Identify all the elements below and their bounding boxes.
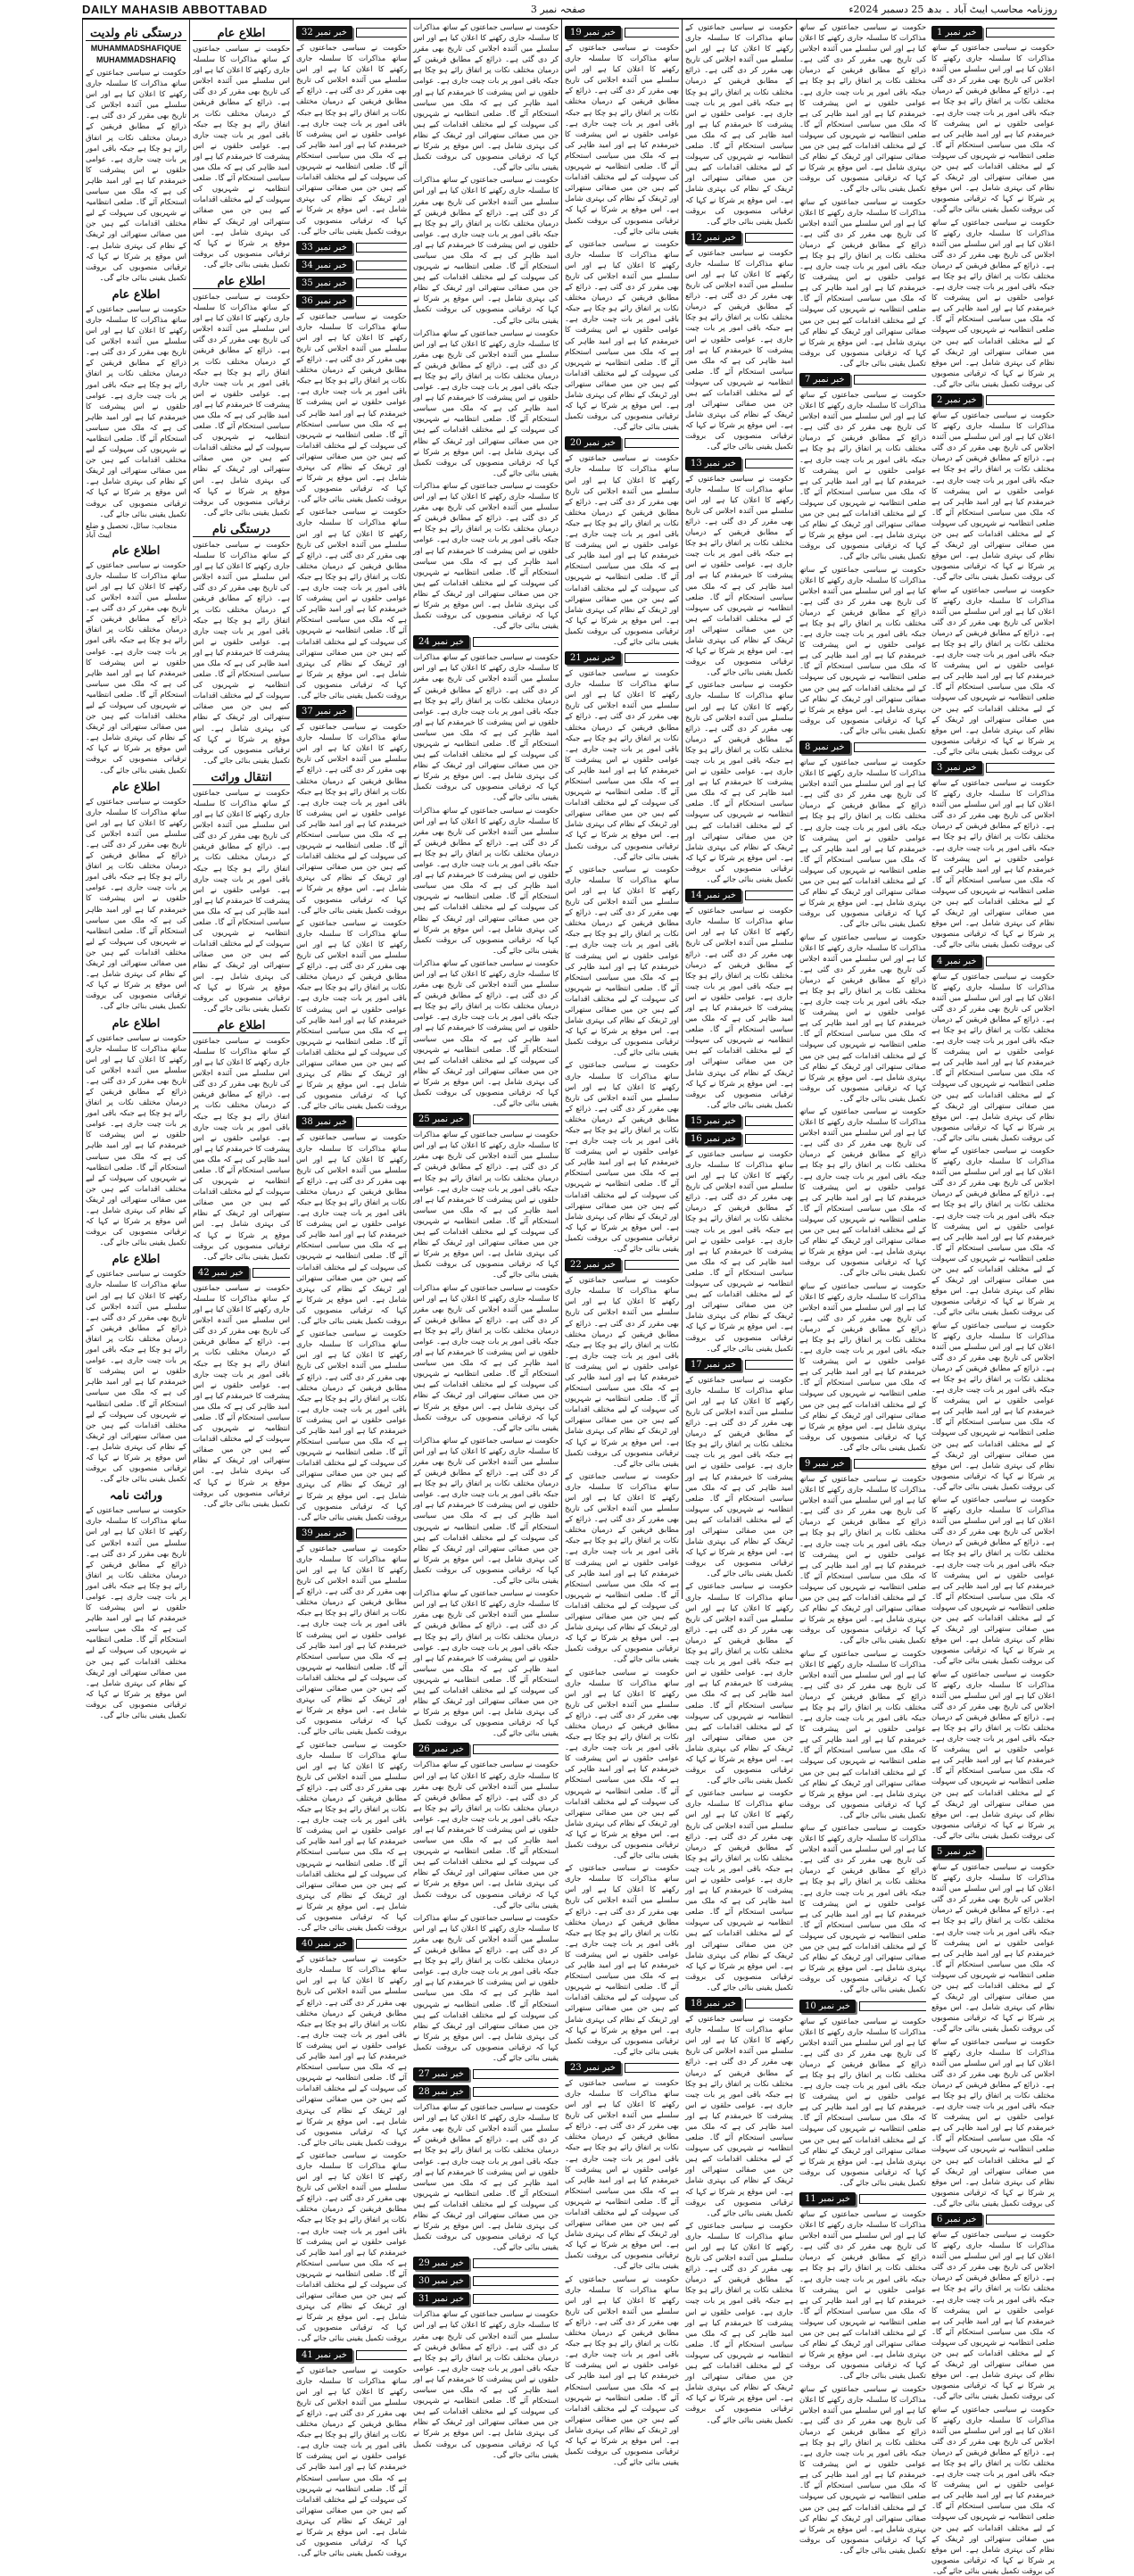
news-body-42: حکومت نے سیاسی جماعتوں کے ساتھ مذاکرات کا سلسلہ جاری رکھنے کا اعلان کیا ہے اور اس سلسلے میں آئندہ اجلاس کی تاریخ بھی مقرر کر دی گئی ہے۔ ذرائع کے مطابق فریقین کے درمیان مختلف نکات پر اتفاق رائے ہو چکا ہے جبکہ باقی امور پر بات چیت جاری ہے۔ عوامی حلقوں نے اس پیشرفت کا خیرمقدم کیا ہے اور امید ظاہر کی ہے کہ ملک میں سیاسی استحکام آئے گا۔ ضلعی انتظامیہ نے شہریوں کی سہولت کے لیے مختلف اقدامات کیے ہیں جن میں صفائی ستھرائی اور ٹریفک کے نظام کی بہتری شامل ہے۔ اس موقع پر شرکا نے کہا کہ ترقیاتی منصوبوں کی بروقت تکمیل یقینی بنائی جائے گی۔ bbox=[193, 1282, 290, 1508]
news-body-1: حکومت نے سیاسی جماعتوں کے ساتھ مذاکرات کا سلسلہ جاری رکھنے کا اعلان کیا ہے اور اس سلسلے میں آئندہ اجلاس کی تاریخ بھی مقرر کر دی گئی ہے۔ ذرائع کے مطابق فریقین کے درمیان مختلف نکات پر اتفاق رائے ہو چکا ہے جبکہ باقی امور پر بات چیت جاری ہے۔ عوامی حلقوں نے اس پیشرفت کا خیرمقدم کیا ہے اور امید ظاہر کی ہے کہ ملک میں سیاسی استحکام آئے گا۔ ضلعی انتظامیہ نے شہریوں کی سہولت کے لیے مختلف اقدامات کیے ہیں جن میں صفائی ستھرائی اور ٹریفک کے نظام کی بہتری شامل ہے۔ اس موقع پر شرکا نے کہا کہ ترقیاتی منصوبوں کی بروقت تکمیل یقینی بنائی جائے گی۔ حکومت نے سیاسی جماعتوں کے ساتھ مذاکرات کا سلسلہ جاری رکھنے کا اعلان کیا ہے اور اس سلسلے میں آئندہ اجلاس کی تاریخ بھی مقرر کر دی گئی ہے۔ ذرائع کے مطابق فریقین کے درمیان مختلف نکات پر اتفاق رائے ہو چکا ہے جبکہ باقی امور پر بات چیت جاری ہے۔ عوامی حلقوں نے اس پیشرفت کا خیرمقدم کیا ہے اور امید ظاہر کی ہے کہ ملک میں سیاسی استحکام آئے گا۔ ضلعی انتظامیہ نے شہریوں کی سہولت کے لیے مختلف اقدامات کیے ہیں جن میں صفائی ستھرائی اور ٹریفک کے نظام کی بہتری شامل ہے۔ اس موقع پر شرکا نے کہا کہ ترقیاتی منصوبوں کی بروقت تکمیل یقینی بنائی جائے گی۔ bbox=[931, 43, 1055, 388]
news-tag-28: خبر نمبر 28 bbox=[413, 2085, 559, 2099]
column-4 bbox=[561, 20, 682, 2467]
news-tag-6: خبر نمبر 6 bbox=[931, 2213, 1055, 2226]
news-tag-39: خبر نمبر 39 bbox=[296, 1527, 407, 1540]
ad-heading: اطلاع عام bbox=[112, 1016, 161, 1031]
news-body-13: حکومت نے سیاسی جماعتوں کے ساتھ مذاکرات کا سلسلہ جاری رکھنے کا اعلان کیا ہے اور اس سلسلے میں آئندہ اجلاس کی تاریخ بھی مقرر کر دی گئی ہے۔ ذرائع کے مطابق فریقین کے درمیان مختلف نکات پر اتفاق رائے ہو چکا ہے جبکہ باقی امور پر بات چیت جاری ہے۔ عوامی حلقوں نے اس پیشرفت کا خیرمقدم کیا ہے اور امید ظاہر کی ہے کہ ملک میں سیاسی استحکام آئے گا۔ ضلعی انتظامیہ نے شہریوں کی سہولت کے لیے مختلف اقدامات کیے ہیں جن میں صفائی ستھرائی اور ٹریفک کے نظام کی بہتری شامل ہے۔ اس موقع پر شرکا نے کہا کہ ترقیاتی منصوبوں کی بروقت تکمیل یقینی بنائی جائے گی۔ حکومت نے سیاسی جماعتوں کے ساتھ مذاکرات کا سلسلہ جاری رکھنے کا اعلان کیا ہے اور اس سلسلے میں آئندہ اجلاس کی تاریخ بھی مقرر کر دی گئی ہے۔ ذرائع کے مطابق فریقین کے درمیان مختلف نکات پر اتفاق رائے ہو چکا ہے جبکہ باقی امور پر بات چیت جاری ہے۔ عوامی حلقوں نے اس پیشرفت کا خیرمقدم کیا ہے اور امید ظاہر کی ہے کہ ملک میں سیاسی استحکام آئے گا۔ ضلعی انتظامیہ نے شہریوں کی سہولت کے لیے مختلف اقدامات کیے ہیں جن میں صفائی ستھرائی اور ٹریفک کے نظام کی بہتری شامل ہے۔ اس موقع پر شرکا نے کہا کہ ترقیاتی منصوبوں کی بروقت تکمیل یقینی بنائی جائے گی۔ bbox=[685, 473, 793, 884]
news-tag-24: خبر نمبر 24 bbox=[413, 635, 559, 649]
news-body-16: حکومت نے سیاسی جماعتوں کے ساتھ مذاکرات کا سلسلہ جاری رکھنے کا اعلان کیا ہے اور اس سلسلے میں آئندہ اجلاس کی تاریخ بھی مقرر کر دی گئی ہے۔ ذرائع کے مطابق فریقین کے درمیان مختلف نکات پر اتفاق رائے ہو چکا ہے جبکہ باقی امور پر بات چیت جاری ہے۔ عوامی حلقوں نے اس پیشرفت کا خیرمقدم کیا ہے اور امید ظاہر کی ہے کہ ملک میں سیاسی استحکام آئے گا۔ ضلعی انتظامیہ نے شہریوں کی سہولت کے لیے مختلف اقدامات کیے ہیں جن میں صفائی ستھرائی اور ٹریفک کے نظام کی بہتری شامل ہے۔ اس موقع پر شرکا نے کہا کہ ترقیاتی منصوبوں کی بروقت تکمیل یقینی بنائی جائے گی۔ bbox=[685, 1148, 793, 1353]
ad-heading: اطلاع عام bbox=[112, 780, 161, 794]
news-tag-4: خبر نمبر 4 bbox=[931, 955, 1055, 968]
news-body-37: حکومت نے سیاسی جماعتوں کے ساتھ مذاکرات کا سلسلہ جاری رکھنے کا اعلان کیا ہے اور اس سلسلے میں آئندہ اجلاس کی تاریخ بھی مقرر کر دی گئی ہے۔ ذرائع کے مطابق فریقین کے درمیان مختلف نکات پر اتفاق رائے ہو چکا ہے جبکہ باقی امور پر بات چیت جاری ہے۔ عوامی حلقوں نے اس پیشرفت کا خیرمقدم کیا ہے اور امید ظاہر کی ہے کہ ملک میں سیاسی استحکام آئے گا۔ ضلعی انتظامیہ نے شہریوں کی سہولت کے لیے مختلف اقدامات کیے ہیں جن میں صفائی ستھرائی اور ٹریفک کے نظام کی بہتری شامل ہے۔ اس موقع پر شرکا نے کہا کہ ترقیاتی منصوبوں کی بروقت تکمیل یقینی بنائی جائے گی۔ حکومت نے سیاسی جماعتوں کے ساتھ مذاکرات کا سلسلہ جاری رکھنے کا اعلان کیا ہے اور اس سلسلے میں آئندہ اجلاس کی تاریخ بھی مقرر کر دی گئی ہے۔ ذرائع کے مطابق فریقین کے درمیان مختلف نکات پر اتفاق رائے ہو چکا ہے جبکہ باقی امور پر بات چیت جاری ہے۔ عوامی حلقوں نے اس پیشرفت کا خیرمقدم کیا ہے اور امید ظاہر کی ہے کہ ملک میں سیاسی استحکام آئے گا۔ ضلعی انتظامیہ نے شہریوں کی سہولت کے لیے مختلف اقدامات کیے ہیں جن میں صفائی ستھرائی اور ٹریفک کے نظام کی بہتری شامل ہے۔ اس موقع پر شرکا نے کہا کہ ترقیاتی منصوبوں کی بروقت تکمیل یقینی بنائی جائے گی۔ bbox=[296, 722, 407, 1111]
news-tag-16: خبر نمبر 16 bbox=[685, 1132, 793, 1146]
news-body-26: حکومت نے سیاسی جماعتوں کے ساتھ مذاکرات کا سلسلہ جاری رکھنے کا اعلان کیا ہے اور اس سلسلے میں آئندہ اجلاس کی تاریخ بھی مقرر کر دی گئی ہے۔ ذرائع کے مطابق فریقین کے درمیان مختلف نکات پر اتفاق رائے ہو چکا ہے جبکہ باقی امور پر بات چیت جاری ہے۔ عوامی حلقوں نے اس پیشرفت کا خیرمقدم کیا ہے اور امید ظاہر کی ہے کہ ملک میں سیاسی استحکام آئے گا۔ ضلعی انتظامیہ نے شہریوں کی سہولت کے لیے مختلف اقدامات کیے ہیں جن میں صفائی ستھرائی اور ٹریفک کے نظام کی بہتری شامل ہے۔ اس موقع پر شرکا نے کہا کہ ترقیاتی منصوبوں کی بروقت تکمیل یقینی بنائی جائے گی۔ حکومت نے سیاسی جماعتوں کے ساتھ مذاکرات کا سلسلہ جاری رکھنے کا اعلان کیا ہے اور اس سلسلے میں آئندہ اجلاس کی تاریخ بھی مقرر کر دی گئی ہے۔ ذرائع کے مطابق فریقین کے درمیان مختلف نکات پر اتفاق رائے ہو چکا ہے جبکہ باقی امور پر بات چیت جاری ہے۔ عوامی حلقوں نے اس پیشرفت کا خیرمقدم کیا ہے اور امید ظاہر کی ہے کہ ملک میں سیاسی استحکام آئے گا۔ ضلعی انتظامیہ نے شہریوں کی سہولت کے لیے مختلف اقدامات کیے ہیں جن میں صفائی ستھرائی اور ٹریفک کے نظام کی بہتری شامل ہے۔ اس موقع پر شرکا نے کہا کہ ترقیاتی منصوبوں کی بروقت تکمیل یقینی بنائی جائے گی۔ bbox=[413, 1760, 559, 2062]
page-number: صفحہ نمبر 3 bbox=[530, 3, 586, 15]
news-body-21: حکومت نے سیاسی جماعتوں کے ساتھ مذاکرات کا سلسلہ جاری رکھنے کا اعلان کیا ہے اور اس سلسلے میں آئندہ اجلاس کی تاریخ بھی مقرر کر دی گئی ہے۔ ذرائع کے مطابق فریقین کے درمیان مختلف نکات پر اتفاق رائے ہو چکا ہے جبکہ باقی امور پر بات چیت جاری ہے۔ عوامی حلقوں نے اس پیشرفت کا خیرمقدم کیا ہے اور امید ظاہر کی ہے کہ ملک میں سیاسی استحکام آئے گا۔ ضلعی انتظامیہ نے شہریوں کی سہولت کے لیے مختلف اقدامات کیے ہیں جن میں صفائی ستھرائی اور ٹریفک کے نظام کی بہتری شامل ہے۔ اس موقع پر شرکا نے کہا کہ ترقیاتی منصوبوں کی بروقت تکمیل یقینی بنائی جائے گی۔ حکومت نے سیاسی جماعتوں کے ساتھ مذاکرات کا سلسلہ جاری رکھنے کا اعلان کیا ہے اور اس سلسلے میں آئندہ اجلاس کی تاریخ بھی مقرر کر دی گئی ہے۔ ذرائع کے مطابق فریقین کے درمیان مختلف نکات پر اتفاق رائے ہو چکا ہے جبکہ باقی امور پر بات چیت جاری ہے۔ عوامی حلقوں نے اس پیشرفت کا خیرمقدم کیا ہے اور امید ظاہر کی ہے کہ ملک میں سیاسی استحکام آئے گا۔ ضلعی انتظامیہ نے شہریوں کی سہولت کے لیے مختلف اقدامات کیے ہیں جن میں صفائی ستھرائی اور ٹریفک کے نظام کی بہتری شامل ہے۔ اس موقع پر شرکا نے کہا کہ ترقیاتی منصوبوں کی بروقت تکمیل یقینی بنائی جائے گی۔ حکومت نے سیاسی جماعتوں کے ساتھ مذاکرات کا سلسلہ جاری رکھنے کا اعلان کیا ہے اور اس سلسلے میں آئندہ اجلاس کی تاریخ بھی مقرر کر دی گئی ہے۔ ذرائع کے مطابق فریقین کے درمیان مختلف نکات پر اتفاق رائے ہو چکا ہے جبکہ باقی امور پر بات چیت جاری ہے۔ عوامی حلقوں نے اس پیشرفت کا خیرمقدم کیا ہے اور امید ظاہر کی ہے کہ ملک میں سیاسی استحکام آئے گا۔ ضلعی انتظامیہ نے شہریوں کی سہولت کے لیے مختلف اقدامات کیے ہیں جن میں صفائی ستھرائی اور ٹریفک کے نظام کی بہتری شامل ہے۔ اس موقع پر شرکا نے کہا کہ ترقیاتی منصوبوں کی بروقت تکمیل یقینی بنائی جائے گی۔ bbox=[565, 668, 679, 1254]
ad-heading: اطلاع عام bbox=[112, 1253, 161, 1267]
news-body-31: حکومت نے سیاسی جماعتوں کے ساتھ مذاکرات کا سلسلہ جاری رکھنے کا اعلان کیا ہے اور اس سلسلے میں آئندہ اجلاس کی تاریخ بھی مقرر کر دی گئی ہے۔ ذرائع کے مطابق فریقین کے درمیان مختلف نکات پر اتفاق رائے ہو چکا ہے جبکہ باقی امور پر بات چیت جاری ہے۔ عوامی حلقوں نے اس پیشرفت کا خیرمقدم کیا ہے اور امید ظاہر کی ہے کہ ملک میں سیاسی استحکام آئے گا۔ ضلعی انتظامیہ نے شہریوں کی سہولت کے لیے مختلف اقدامات کیے ہیں جن میں صفائی ستھرائی اور ٹریفک کے نظام کی بہتری شامل ہے۔ اس موقع پر شرکا نے کہا کہ ترقیاتی منصوبوں کی بروقت تکمیل یقینی بنائی جائے گی۔ bbox=[413, 2309, 559, 2459]
news-tag-42: خبر نمبر 42 bbox=[193, 1266, 290, 1280]
news-tag-38: خبر نمبر 38 bbox=[296, 1115, 407, 1129]
news-body-17: حکومت نے سیاسی جماعتوں کے ساتھ مذاکرات کا سلسلہ جاری رکھنے کا اعلان کیا ہے اور اس سلسلے میں آئندہ اجلاس کی تاریخ بھی مقرر کر دی گئی ہے۔ ذرائع کے مطابق فریقین کے درمیان مختلف نکات پر اتفاق رائے ہو چکا ہے جبکہ باقی امور پر بات چیت جاری ہے۔ عوامی حلقوں نے اس پیشرفت کا خیرمقدم کیا ہے اور امید ظاہر کی ہے کہ ملک میں سیاسی استحکام آئے گا۔ ضلعی انتظامیہ نے شہریوں کی سہولت کے لیے مختلف اقدامات کیے ہیں جن میں صفائی ستھرائی اور ٹریفک کے نظام کی بہتری شامل ہے۔ اس موقع پر شرکا نے کہا کہ ترقیاتی منصوبوں کی بروقت تکمیل یقینی بنائی جائے گی۔ حکومت نے سیاسی جماعتوں کے ساتھ مذاکرات کا سلسلہ جاری رکھنے کا اعلان کیا ہے اور اس سلسلے میں آئندہ اجلاس کی تاریخ بھی مقرر کر دی گئی ہے۔ ذرائع کے مطابق فریقین کے درمیان مختلف نکات پر اتفاق رائے ہو چکا ہے جبکہ باقی امور پر بات چیت جاری ہے۔ عوامی حلقوں نے اس پیشرفت کا خیرمقدم کیا ہے اور امید ظاہر کی ہے کہ ملک میں سیاسی استحکام آئے گا۔ ضلعی انتظامیہ نے شہریوں کی سہولت کے لیے مختلف اقدامات کیے ہیں جن میں صفائی ستھرائی اور ٹریفک کے نظام کی بہتری شامل ہے۔ اس موقع پر شرکا نے کہا کہ ترقیاتی منصوبوں کی بروقت تکمیل یقینی بنائی جائے گی۔ حکومت نے سیاسی جماعتوں کے ساتھ مذاکرات کا سلسلہ جاری رکھنے کا اعلان کیا ہے اور اس سلسلے میں آئندہ اجلاس کی تاریخ بھی مقرر کر دی گئی ہے۔ ذرائع کے مطابق فریقین کے درمیان مختلف نکات پر اتفاق رائے ہو چکا ہے جبکہ باقی امور پر بات چیت جاری ہے۔ عوامی حلقوں نے اس پیشرفت کا خیرمقدم کیا ہے اور امید ظاہر کی ہے کہ ملک میں سیاسی استحکام آئے گا۔ ضلعی انتظامیہ نے شہریوں کی سہولت کے لیے مختلف اقدامات کیے ہیں جن میں صفائی ستھرائی اور ٹریفک کے نظام کی بہتری شامل ہے۔ اس موقع پر شرکا نے کہا کہ ترقیاتی منصوبوں کی بروقت تکمیل یقینی بنائی جائے گی۔ bbox=[685, 1374, 793, 1992]
dateline: روزنامہ محاسب ایبٹ آباد ۔ بدھ 25 دسمبر 2024ء bbox=[848, 3, 1057, 15]
news-tag-13: خبر نمبر 13 bbox=[685, 457, 793, 470]
news-tag-35: خبر نمبر 35 bbox=[296, 277, 407, 290]
column-3: حکومت نے سیاسی جماعتوں کے ساتھ مذاکرات کا سلسلہ جاری رکھنے کا اعلان کیا ہے اور اس سلسلے میں آئندہ اجلاس کی تاریخ بھی مقرر کر دی گئی ہے۔ ذرائع کے مطابق فریقین کے درمیان مختلف نکات پر اتفاق رائے ہو چکا ہے جبکہ باقی امور پر بات چیت جاری ہے۔ عوامی حلقوں نے اس پیشرفت کا خیرمقدم کیا ہے اور امید ظاہر کی ہے کہ ملک میں سیاسی استحکام آئے گا۔ ضلعی انتظامیہ نے شہریوں کی سہولت کے لیے مختلف اقدامات کیے ہیں جن میں صفائی ستھرائی اور ٹریفک کے نظام کی بہتری شامل ہے۔ اس موقع پر شرکا نے کہا کہ ترقیاتی منصوبوں کی بروقت تکمیل یقینی بنائی جائے گی۔ خبر نمبر 12 حکومت نے سیاسی جماعتوں کے ساتھ مذاکرات کا سلسلہ جاری رکھنے کا اعلان کیا ہے اور اس سلسلے میں آئندہ اجلاس کی تاریخ بھی مقرر کر دی گئی ہے۔ ذرائع کے مطابق فریقین کے درمیان مختلف نکات پر اتفاق رائے ہو چکا ہے جبکہ باقی امور پر بات چیت جاری ہے۔ عوامی حلقوں نے اس پیشرفت کا خیرمقدم کیا ہے اور امید ظاہر کی ہے کہ ملک میں سیاسی استحکام آئے گا۔ ضلعی انتظامیہ نے شہریوں کی سہولت کے لیے مختلف اقدامات کیے ہیں جن میں صفائی ستھرائی اور ٹریفک کے نظام کی بہتری شامل ہے۔ اس موقع پر شرکا نے کہا کہ ترقیاتی منصوبوں کی بروقت تکمیل یقینی بنائی جائے گی۔ خبر نمبر 13 حکومت نے سیاسی جماعتوں کے ساتھ مذاکرات کا سلسلہ جاری رکھنے کا اعلان کیا ہے اور اس سلسلے میں آئندہ اجلاس کی تاریخ بھی مقرر کر دی گئی ہے۔ ذرائع کے مطابق فریقین کے درمیان مختلف نکات پر اتفاق رائے ہو چکا ہے جبکہ باقی امور پر بات چیت جاری ہے۔ عوامی حلقوں نے اس پیشرفت کا خیرمقدم کیا ہے اور امید ظاہر کی ہے کہ ملک میں سیاسی استحکام آئے گا۔ ضلعی انتظامیہ نے شہریوں کی سہولت کے لیے مختلف اقدامات کیے ہیں جن میں صفائی ستھرائی اور ٹریفک کے نظام کی بہتری شامل ہے۔ اس موقع پر شرکا نے کہا کہ ترقیاتی منصوبوں کی بروقت تکمیل یقینی بنائی جائے گی۔ حکومت نے سیاسی جماعتوں کے ساتھ مذاکرات کا سلسلہ جاری رکھنے کا اعلان کیا ہے اور اس سلسلے میں آئندہ اجلاس کی تاریخ بھی مقرر کر دی گئی ہے۔ ذرائع کے مطابق فریقین کے درمیان مختلف نکات پر اتفاق رائے ہو چکا ہے جبکہ باقی امور پر بات چیت جاری ہے۔ عوامی حلقوں نے اس پیشرفت کا خیرمقدم کیا ہے اور امید ظاہر کی ہے کہ ملک میں سیاسی استحکام آئے گا۔ ضلعی انتظامیہ نے شہریوں کی سہولت کے لیے مختلف اقدامات کیے ہیں جن میں صفائی ستھرائی اور ٹریفک کے نظام کی بہتری شامل ہے۔ اس موقع پر شرکا نے کہا کہ ترقیاتی منصوبوں کی بروقت تکمیل یقینی بنائی جائے گی۔ خبر نمبر 14 حکومت نے سیاسی جماعتوں کے ساتھ مذاکرات کا سلسلہ جاری رکھنے کا اعلان کیا ہے اور اس سلسلے میں آئندہ اجلاس کی تاریخ بھی مقرر کر دی گئی ہے۔ ذرائع کے مطابق فریقین کے درمیان مختلف نکات پر اتفاق رائے ہو چکا ہے جبکہ باقی امور پر بات چیت جاری ہے۔ عوامی حلقوں نے اس پیشرفت کا خیرمقدم کیا ہے اور امید ظاہر کی ہے کہ ملک میں سیاسی استحکام آئے گا۔ ضلعی انتظامیہ نے شہریوں کی سہولت کے لیے مختلف اقدامات کیے ہیں جن میں صفائی ستھرائی اور ٹریفک کے نظام کی بہتری شامل ہے۔ اس موقع پر شرکا نے کہا کہ ترقیاتی منصوبوں کی بروقت تکمیل یقینی بنائی جائے گی۔ خبر نمبر 15 خبر نمبر 16 حکومت نے سیاسی جماعتوں کے ساتھ مذاکرات کا سلسلہ جاری رکھنے کا اعلان کیا ہے اور اس سلسلے میں آئندہ اجلاس کی تاریخ بھی مقرر کر دی گئی ہے۔ ذرائع کے مطابق فریقین کے درمیان مختلف نکات پر اتفاق رائے ہو چکا ہے جبکہ باقی امور پر بات چیت جاری ہے۔ عوامی حلقوں نے اس پیشرفت کا خیرمقدم کیا ہے اور امید ظاہر کی ہے کہ ملک میں سیاسی استحکام آئے گا۔ ضلعی انتظامیہ نے شہریوں کی سہولت کے لیے مختلف اقدامات کیے ہیں جن میں صفائی ستھرائی اور ٹریفک کے نظام کی بہتری شامل ہے۔ اس موقع پر شرکا نے کہا کہ ترقیاتی منصوبوں کی بروقت تکمیل یقینی بنائی جائے گی۔ خبر نمبر 17 حکومت نے سیاسی جماعتوں کے ساتھ مذاکرات کا سلسلہ جاری رکھنے کا اعلان کیا ہے اور اس سلسلے میں آئندہ اجلاس کی تاریخ بھی مقرر کر دی گئی ہے۔ ذرائع کے مطابق فریقین کے درمیان مختلف نکات پر اتفاق رائے ہو چکا ہے جبکہ باقی امور پر بات چیت جاری ہے۔ عوامی حلقوں نے اس پیشرفت کا خیرمقدم کیا ہے اور امید ظاہر کی ہے کہ ملک میں سیاسی استحکام آئے گا۔ ضلعی انتظامیہ نے شہریوں کی سہولت کے لیے مختلف اقدامات کیے ہیں جن میں صفائی ستھرائی اور ٹریفک کے نظام کی بہتری شامل ہے۔ اس موقع پر شرکا نے کہا کہ ترقیاتی منصوبوں کی بروقت تکمیل یقینی بنائی جائے گی۔ حکومت نے سیاسی جماعتوں کے ساتھ مذاکرات کا سلسلہ جاری رکھنے کا اعلان کیا ہے اور اس سلسلے میں آئندہ اجلاس کی تاریخ بھی مقرر کر دی گئی ہے۔ ذرائع کے مطابق فریقین کے درمیان مختلف نکات پر اتفاق رائے ہو چکا ہے جبکہ باقی امور پر بات چیت جاری ہے۔ عوامی حلقوں نے اس پیشرفت کا خیرمقدم کیا ہے اور امید ظاہر کی ہے کہ ملک میں سیاسی استحکام آئے گا۔ ضلعی انتظامیہ نے شہریوں کی سہولت کے لیے مختلف اقدامات کیے ہیں جن میں صفائی ستھرائی اور ٹریفک کے نظام کی بہتری شامل ہے۔ اس موقع پر شرکا نے کہا کہ ترقیاتی منصوبوں کی بروقت تکمیل یقینی بنائی جائے گی۔ حکومت نے سیاسی جماعتوں کے ساتھ مذاکرات کا سلسلہ جاری رکھنے کا اعلان کیا ہے اور اس سلسلے میں آئندہ اجلاس کی تاریخ بھی مقرر کر دی گئی ہے۔ ذرائع کے مطابق فریقین کے درمیان مختلف نکات پر اتفاق رائے ہو چکا ہے جبکہ باقی امور پر بات چیت جاری ہے۔ عوامی حلقوں نے اس پیشرفت کا خیرمقدم کیا ہے اور امید ظاہر کی ہے کہ ملک میں سیاسی استحکام آئے گا۔ ضلعی انتظامیہ نے شہریوں کی سہولت کے لیے مختلف اقدامات کیے ہیں جن میں صفائی ستھرائی اور ٹریفک کے نظام کی بہتری شامل ہے۔ اس موقع پر شرکا نے کہا کہ ترقیاتی منصوبوں کی بروقت تکمیل یقینی بنائی جائے گی۔ خبر نمبر 18 حکومت نے سیاسی جماعتوں کے ساتھ مذاکرات کا سلسلہ جاری رکھنے کا اعلان کیا ہے اور اس سلسلے میں آئندہ اجلاس کی تاریخ بھی مقرر کر دی گئی ہے۔ ذرائع کے مطابق فریقین کے درمیان مختلف نکات پر اتفاق رائے ہو چکا ہے جبکہ باقی امور پر بات چیت جاری ہے۔ عوامی حلقوں نے اس پیشرفت کا خیرمقدم کیا ہے اور امید ظاہر کی ہے کہ ملک میں سیاسی استحکام آئے گا۔ ضلعی انتظامیہ نے شہریوں کی سہولت کے لیے مختلف اقدامات کیے ہیں جن میں صفائی ستھرائی اور ٹریفک کے نظام کی بہتری شامل ہے۔ اس موقع پر شرکا نے کہا کہ ترقیاتی منصوبوں کی بروقت تکمیل یقینی بنائی جائے گی۔ حکومت نے سیاسی جماعتوں کے ساتھ مذاکرات کا سلسلہ جاری رکھنے کا اعلان کیا ہے اور اس سلسلے میں آئندہ اجلاس کی تاریخ بھی مقرر کر دی گئی ہے۔ ذرائع کے مطابق فریقین کے درمیان مختلف نکات پر اتفاق رائے ہو چکا ہے جبکہ باقی امور پر بات چیت جاری ہے۔ عوامی حلقوں نے اس پیشرفت کا خیرمقدم کیا ہے اور امید ظاہر کی ہے کہ ملک میں سیاسی استحکام آئے گا۔ ضلعی انتظامیہ نے شہریوں کی سہولت کے لیے مختلف اقدامات کیے ہیں جن میں صفائی ستھرائی اور ٹریفک کے نظام کی بہتری شامل ہے۔ اس موقع پر شرکا نے کہا کہ ترقیاتی منصوبوں کی بروقت تکمیل یقینی بنائی جائے گی۔ bbox=[682, 20, 796, 1599]
news-tag-30: خبر نمبر 30 bbox=[413, 2274, 559, 2288]
news-body-39: حکومت نے سیاسی جماعتوں کے ساتھ مذاکرات کا سلسلہ جاری رکھنے کا اعلان کیا ہے اور اس سلسلے میں آئندہ اجلاس کی تاریخ بھی مقرر کر دی گئی ہے۔ ذرائع کے مطابق فریقین کے درمیان مختلف نکات پر اتفاق رائے ہو چکا ہے جبکہ باقی امور پر بات چیت جاری ہے۔ عوامی حلقوں نے اس پیشرفت کا خیرمقدم کیا ہے اور امید ظاہر کی ہے کہ ملک میں سیاسی استحکام آئے گا۔ ضلعی انتظامیہ نے شہریوں کی سہولت کے لیے مختلف اقدامات کیے ہیں جن میں صفائی ستھرائی اور ٹریفک کے نظام کی بہتری شامل ہے۔ اس موقع پر شرکا نے کہا کہ ترقیاتی منصوبوں کی بروقت تکمیل یقینی بنائی جائے گی۔ حکومت نے سیاسی جماعتوں کے ساتھ مذاکرات کا سلسلہ جاری رکھنے کا اعلان کیا ہے اور اس سلسلے میں آئندہ اجلاس کی تاریخ بھی مقرر کر دی گئی ہے۔ ذرائع کے مطابق فریقین کے درمیان مختلف نکات پر اتفاق رائے ہو چکا ہے جبکہ باقی امور پر بات چیت جاری ہے۔ عوامی حلقوں نے اس پیشرفت کا خیرمقدم کیا ہے اور امید ظاہر کی ہے کہ ملک میں سیاسی استحکام آئے گا۔ ضلعی انتظامیہ نے شہریوں کی سہولت کے لیے مختلف اقدامات کیے ہیں جن میں صفائی ستھرائی اور ٹریفک کے نظام کی بہتری شامل ہے۔ اس موقع پر شرکا نے کہا کہ ترقیاتی منصوبوں کی بروقت تکمیل یقینی بنائی جائے گی۔ bbox=[296, 1543, 407, 1933]
column-1 bbox=[929, 20, 1057, 2575]
news-tag-8: خبر نمبر 8 bbox=[799, 741, 926, 754]
ad-heading: اطلاع عام bbox=[112, 543, 161, 558]
news-body-36: حکومت نے سیاسی جماعتوں کے ساتھ مذاکرات کا سلسلہ جاری رکھنے کا اعلان کیا ہے اور اس سلسلے میں آئندہ اجلاس کی تاریخ بھی مقرر کر دی گئی ہے۔ ذرائع کے مطابق فریقین کے درمیان مختلف نکات پر اتفاق رائے ہو چکا ہے جبکہ باقی امور پر بات چیت جاری ہے۔ عوامی حلقوں نے اس پیشرفت کا خیرمقدم کیا ہے اور امید ظاہر کی ہے کہ ملک میں سیاسی استحکام آئے گا۔ ضلعی انتظامیہ نے شہریوں کی سہولت کے لیے مختلف اقدامات کیے ہیں جن میں صفائی ستھرائی اور ٹریفک کے نظام کی بہتری شامل ہے۔ اس موقع پر شرکا نے کہا کہ ترقیاتی منصوبوں کی بروقت تکمیل یقینی بنائی جائے گی۔ حکومت نے سیاسی جماعتوں کے ساتھ مذاکرات کا سلسلہ جاری رکھنے کا اعلان کیا ہے اور اس سلسلے میں آئندہ اجلاس کی تاریخ بھی مقرر کر دی گئی ہے۔ ذرائع کے مطابق فریقین کے درمیان مختلف نکات پر اتفاق رائے ہو چکا ہے جبکہ باقی امور پر بات چیت جاری ہے۔ عوامی حلقوں نے اس پیشرفت کا خیرمقدم کیا ہے اور امید ظاہر کی ہے کہ ملک میں سیاسی استحکام آئے گا۔ ضلعی انتظامیہ نے شہریوں کی سہولت کے لیے مختلف اقدامات کیے ہیں جن میں صفائی ستھرائی اور ٹریفک کے نظام کی بہتری شامل ہے۔ اس موقع پر شرکا نے کہا کہ ترقیاتی منصوبوں کی بروقت تکمیل یقینی بنائی جائے گی۔ bbox=[296, 311, 407, 700]
ad-heading: انتقال وراثت bbox=[193, 771, 290, 785]
latin-name-2: MUHAMMADSHAFIQ bbox=[96, 55, 176, 64]
news-body-23: حکومت نے سیاسی جماعتوں کے ساتھ مذاکرات کا سلسلہ جاری رکھنے کا اعلان کیا ہے اور اس سلسلے میں آئندہ اجلاس کی تاریخ بھی مقرر کر دی گئی ہے۔ ذرائع کے مطابق فریقین کے درمیان مختلف نکات پر اتفاق رائے ہو چکا ہے جبکہ باقی امور پر بات چیت جاری ہے۔ عوامی حلقوں نے اس پیشرفت کا خیرمقدم کیا ہے اور امید ظاہر کی ہے کہ ملک میں سیاسی استحکام آئے گا۔ ضلعی انتظامیہ نے شہریوں کی سہولت کے لیے مختلف اقدامات کیے ہیں جن میں صفائی ستھرائی اور ٹریفک کے نظام کی بہتری شامل ہے۔ اس موقع پر شرکا نے کہا کہ ترقیاتی منصوبوں کی بروقت تکمیل یقینی بنائی جائے گی۔ حکومت نے سیاسی جماعتوں کے ساتھ مذاکرات کا سلسلہ جاری رکھنے کا اعلان کیا ہے اور اس سلسلے میں آئندہ اجلاس کی تاریخ بھی مقرر کر دی گئی ہے۔ ذرائع کے مطابق فریقین کے درمیان مختلف نکات پر اتفاق رائے ہو چکا ہے جبکہ باقی امور پر بات چیت جاری ہے۔ عوامی حلقوں نے اس پیشرفت کا خیرمقدم کیا ہے اور امید ظاہر کی ہے کہ ملک میں سیاسی استحکام آئے گا۔ ضلعی انتظامیہ نے شہریوں کی سہولت کے لیے مختلف اقدامات کیے ہیں جن میں صفائی ستھرائی اور ٹریفک کے نظام کی بہتری شامل ہے۔ اس موقع پر شرکا نے کہا کہ ترقیاتی منصوبوں کی بروقت تکمیل یقینی بنائی جائے گی۔ bbox=[565, 2077, 679, 2467]
news-body-14: حکومت نے سیاسی جماعتوں کے ساتھ مذاکرات کا سلسلہ جاری رکھنے کا اعلان کیا ہے اور اس سلسلے میں آئندہ اجلاس کی تاریخ بھی مقرر کر دی گئی ہے۔ ذرائع کے مطابق فریقین کے درمیان مختلف نکات پر اتفاق رائے ہو چکا ہے جبکہ باقی امور پر بات چیت جاری ہے۔ عوامی حلقوں نے اس پیشرفت کا خیرمقدم کیا ہے اور امید ظاہر کی ہے کہ ملک میں سیاسی استحکام آئے گا۔ ضلعی انتظامیہ نے شہریوں کی سہولت کے لیے مختلف اقدامات کیے ہیں جن میں صفائی ستھرائی اور ٹریفک کے نظام کی بہتری شامل ہے۔ اس موقع پر شرکا نے کہا کہ ترقیاتی منصوبوں کی بروقت تکمیل یقینی بنائی جائے گی۔ bbox=[685, 906, 793, 1109]
ad-heading: اطلاع عام bbox=[193, 27, 290, 41]
ad-heading: اطلاع عام bbox=[193, 1019, 290, 1033]
news-body-38: حکومت نے سیاسی جماعتوں کے ساتھ مذاکرات کا سلسلہ جاری رکھنے کا اعلان کیا ہے اور اس سلسلے میں آئندہ اجلاس کی تاریخ بھی مقرر کر دی گئی ہے۔ ذرائع کے مطابق فریقین کے درمیان مختلف نکات پر اتفاق رائے ہو چکا ہے جبکہ باقی امور پر بات چیت جاری ہے۔ عوامی حلقوں نے اس پیشرفت کا خیرمقدم کیا ہے اور امید ظاہر کی ہے کہ ملک میں سیاسی استحکام آئے گا۔ ضلعی انتظامیہ نے شہریوں کی سہولت کے لیے مختلف اقدامات کیے ہیں جن میں صفائی ستھرائی اور ٹریفک کے نظام کی بہتری شامل ہے۔ اس موقع پر شرکا نے کہا کہ ترقیاتی منصوبوں کی بروقت تکمیل یقینی بنائی جائے گی۔ حکومت نے سیاسی جماعتوں کے ساتھ مذاکرات کا سلسلہ جاری رکھنے کا اعلان کیا ہے اور اس سلسلے میں آئندہ اجلاس کی تاریخ بھی مقرر کر دی گئی ہے۔ ذرائع کے مطابق فریقین کے درمیان مختلف نکات پر اتفاق رائے ہو چکا ہے جبکہ باقی امور پر بات چیت جاری ہے۔ عوامی حلقوں نے اس پیشرفت کا خیرمقدم کیا ہے اور امید ظاہر کی ہے کہ ملک میں سیاسی استحکام آئے گا۔ ضلعی انتظامیہ نے شہریوں کی سہولت کے لیے مختلف اقدامات کیے ہیں جن میں صفائی ستھرائی اور ٹریفک کے نظام کی بہتری شامل ہے۔ اس موقع پر شرکا نے کہا کہ ترقیاتی منصوبوں کی بروقت تکمیل یقینی بنائی جائے گی۔ bbox=[296, 1132, 407, 1521]
news-tag-15: خبر نمبر 15 bbox=[685, 1114, 793, 1128]
news-tag-10: خبر نمبر 10 bbox=[799, 2000, 926, 2013]
news-body-41: حکومت نے سیاسی جماعتوں کے ساتھ مذاکرات کا سلسلہ جاری رکھنے کا اعلان کیا ہے اور اس سلسلے میں آئندہ اجلاس کی تاریخ بھی مقرر کر دی گئی ہے۔ ذرائع کے مطابق فریقین کے درمیان مختلف نکات پر اتفاق رائے ہو چکا ہے جبکہ باقی امور پر بات چیت جاری ہے۔ عوامی حلقوں نے اس پیشرفت کا خیرمقدم کیا ہے اور امید ظاہر کی ہے کہ ملک میں سیاسی استحکام آئے گا۔ ضلعی انتظامیہ نے شہریوں کی سہولت کے لیے مختلف اقدامات کیے ہیں جن میں صفائی ستھرائی اور ٹریفک کے نظام کی بہتری شامل ہے۔ اس موقع پر شرکا نے کہا کہ ترقیاتی منصوبوں کی بروقت تکمیل یقینی بنائی جائے گی۔ bbox=[296, 2365, 407, 2558]
news-body-32: حکومت نے سیاسی جماعتوں کے ساتھ مذاکرات کا سلسلہ جاری رکھنے کا اعلان کیا ہے اور اس سلسلے میں آئندہ اجلاس کی تاریخ بھی مقرر کر دی گئی ہے۔ ذرائع کے مطابق فریقین کے درمیان مختلف نکات پر اتفاق رائے ہو چکا ہے جبکہ باقی امور پر بات چیت جاری ہے۔ عوامی حلقوں نے اس پیشرفت کا خیرمقدم کیا ہے اور امید ظاہر کی ہے کہ ملک میں سیاسی استحکام آئے گا۔ ضلعی انتظامیہ نے شہریوں کی سہولت کے لیے مختلف اقدامات کیے ہیں جن میں صفائی ستھرائی اور ٹریفک کے نظام کی بہتری شامل ہے۔ اس موقع پر شرکا نے کہا کہ ترقیاتی منصوبوں کی بروقت تکمیل یقینی بنائی جائے گی۔ bbox=[296, 43, 407, 236]
news-body-cont: حکومت نے سیاسی جماعتوں کے ساتھ مذاکرات کا سلسلہ جاری رکھنے کا اعلان کیا ہے اور اس سلسلے میں آئندہ اجلاس کی تاریخ بھی مقرر کر دی گئی ہے۔ ذرائع کے مطابق فریقین کے درمیان مختلف نکات پر اتفاق رائے ہو چکا ہے جبکہ باقی امور پر بات چیت جاری ہے۔ عوامی حلقوں نے اس پیشرفت کا خیرمقدم کیا ہے اور امید ظاہر کی ہے کہ ملک میں سیاسی استحکام آئے گا۔ ضلعی انتظامیہ نے شہریوں کی سہولت کے لیے مختلف اقدامات کیے ہیں جن میں صفائی ستھرائی اور ٹریفک کے نظام کی بہتری شامل ہے۔ اس موقع پر شرکا نے کہا کہ ترقیاتی منصوبوں کی بروقت تکمیل یقینی بنائی جائے گی۔ حکومت نے سیاسی جماعتوں کے ساتھ مذاکرات کا سلسلہ جاری رکھنے کا اعلان کیا ہے اور اس سلسلے میں آئندہ اجلاس کی تاریخ بھی مقرر کر دی گئی ہے۔ ذرائع کے مطابق فریقین کے درمیان مختلف نکات پر اتفاق رائے ہو چکا ہے جبکہ باقی امور پر بات چیت جاری ہے۔ عوامی حلقوں نے اس پیشرفت کا خیرمقدم کیا ہے اور امید ظاہر کی ہے کہ ملک میں سیاسی استحکام آئے گا۔ ضلعی انتظامیہ نے شہریوں کی سہولت کے لیے مختلف اقدامات کیے ہیں جن میں صفائی ستھرائی اور ٹریفک کے نظام کی بہتری شامل ہے۔ اس موقع پر شرکا نے کہا کہ ترقیاتی منصوبوں کی بروقت تکمیل یقینی بنائی جائے گی۔ bbox=[799, 22, 926, 368]
ad-heading: اطلاع عام bbox=[193, 275, 290, 289]
news-body-7: حکومت نے سیاسی جماعتوں کے ساتھ مذاکرات کا سلسلہ جاری رکھنے کا اعلان کیا ہے اور اس سلسلے میں آئندہ اجلاس کی تاریخ بھی مقرر کر دی گئی ہے۔ ذرائع کے مطابق فریقین کے درمیان مختلف نکات پر اتفاق رائے ہو چکا ہے جبکہ باقی امور پر بات چیت جاری ہے۔ عوامی حلقوں نے اس پیشرفت کا خیرمقدم کیا ہے اور امید ظاہر کی ہے کہ ملک میں سیاسی استحکام آئے گا۔ ضلعی انتظامیہ نے شہریوں کی سہولت کے لیے مختلف اقدامات کیے ہیں جن میں صفائی ستھرائی اور ٹریفک کے نظام کی بہتری شامل ہے۔ اس موقع پر شرکا نے کہا کہ ترقیاتی منصوبوں کی بروقت تکمیل یقینی بنائی جائے گی۔ حکومت نے سیاسی جماعتوں کے ساتھ مذاکرات کا سلسلہ جاری رکھنے کا اعلان کیا ہے اور اس سلسلے میں آئندہ اجلاس کی تاریخ بھی مقرر کر دی گئی ہے۔ ذرائع کے مطابق فریقین کے درمیان مختلف نکات پر اتفاق رائے ہو چکا ہے جبکہ باقی امور پر بات چیت جاری ہے۔ عوامی حلقوں نے اس پیشرفت کا خیرمقدم کیا ہے اور امید ظاہر کی ہے کہ ملک میں سیاسی استحکام آئے گا۔ ضلعی انتظامیہ نے شہریوں کی سہولت کے لیے مختلف اقدامات کیے ہیں جن میں صفائی ستھرائی اور ٹریفک کے نظام کی بہتری شامل ہے۔ اس موقع پر شرکا نے کہا کہ ترقیاتی منصوبوں کی بروقت تکمیل یقینی بنائی جائے گی۔ bbox=[799, 390, 926, 735]
news-tag-29: خبر نمبر 29 bbox=[413, 2257, 559, 2270]
news-tag-34: خبر نمبر 34 bbox=[296, 259, 407, 272]
news-body-40: حکومت نے سیاسی جماعتوں کے ساتھ مذاکرات کا سلسلہ جاری رکھنے کا اعلان کیا ہے اور اس سلسلے میں آئندہ اجلاس کی تاریخ بھی مقرر کر دی گئی ہے۔ ذرائع کے مطابق فریقین کے درمیان مختلف نکات پر اتفاق رائے ہو چکا ہے جبکہ باقی امور پر بات چیت جاری ہے۔ عوامی حلقوں نے اس پیشرفت کا خیرمقدم کیا ہے اور امید ظاہر کی ہے کہ ملک میں سیاسی استحکام آئے گا۔ ضلعی انتظامیہ نے شہریوں کی سہولت کے لیے مختلف اقدامات کیے ہیں جن میں صفائی ستھرائی اور ٹریفک کے نظام کی بہتری شامل ہے۔ اس موقع پر شرکا نے کہا کہ ترقیاتی منصوبوں کی بروقت تکمیل یقینی بنائی جائے گی۔ حکومت نے سیاسی جماعتوں کے ساتھ مذاکرات کا سلسلہ جاری رکھنے کا اعلان کیا ہے اور اس سلسلے میں آئندہ اجلاس کی تاریخ بھی مقرر کر دی گئی ہے۔ ذرائع کے مطابق فریقین کے درمیان مختلف نکات پر اتفاق رائے ہو چکا ہے جبکہ باقی امور پر بات چیت جاری ہے۔ عوامی حلقوں نے اس پیشرفت کا خیرمقدم کیا ہے اور امید ظاہر کی ہے کہ ملک میں سیاسی استحکام آئے گا۔ ضلعی انتظامیہ نے شہریوں کی سہولت کے لیے مختلف اقدامات کیے ہیں جن میں صفائی ستھرائی اور ٹریفک کے نظام کی بہتری شامل ہے۔ اس موقع پر شرکا نے کہا کہ ترقیاتی منصوبوں کی بروقت تکمیل یقینی بنائی جائے گی۔ bbox=[296, 1954, 407, 2343]
news-tag-27: خبر نمبر 27 bbox=[413, 2067, 559, 2081]
news-body-24: حکومت نے سیاسی جماعتوں کے ساتھ مذاکرات کا سلسلہ جاری رکھنے کا اعلان کیا ہے اور اس سلسلے میں آئندہ اجلاس کی تاریخ بھی مقرر کر دی گئی ہے۔ ذرائع کے مطابق فریقین کے درمیان مختلف نکات پر اتفاق رائے ہو چکا ہے جبکہ باقی امور پر بات چیت جاری ہے۔ عوامی حلقوں نے اس پیشرفت کا خیرمقدم کیا ہے اور امید ظاہر کی ہے کہ ملک میں سیاسی استحکام آئے گا۔ ضلعی انتظامیہ نے شہریوں کی سہولت کے لیے مختلف اقدامات کیے ہیں جن میں صفائی ستھرائی اور ٹریفک کے نظام کی بہتری شامل ہے۔ اس موقع پر شرکا نے کہا کہ ترقیاتی منصوبوں کی بروقت تکمیل یقینی بنائی جائے گی۔ حکومت نے سیاسی جماعتوں کے ساتھ مذاکرات کا سلسلہ جاری رکھنے کا اعلان کیا ہے اور اس سلسلے میں آئندہ اجلاس کی تاریخ بھی مقرر کر دی گئی ہے۔ ذرائع کے مطابق فریقین کے درمیان مختلف نکات پر اتفاق رائے ہو چکا ہے جبکہ باقی امور پر بات چیت جاری ہے۔ عوامی حلقوں نے اس پیشرفت کا خیرمقدم کیا ہے اور امید ظاہر کی ہے کہ ملک میں سیاسی استحکام آئے گا۔ ضلعی انتظامیہ نے شہریوں کی سہولت کے لیے مختلف اقدامات کیے ہیں جن میں صفائی ستھرائی اور ٹریفک کے نظام کی بہتری شامل ہے۔ اس موقع پر شرکا نے کہا کہ ترقیاتی منصوبوں کی بروقت تکمیل یقینی بنائی جائے گی۔ حکومت نے سیاسی جماعتوں کے ساتھ مذاکرات کا سلسلہ جاری رکھنے کا اعلان کیا ہے اور اس سلسلے میں آئندہ اجلاس کی تاریخ بھی مقرر کر دی گئی ہے۔ ذرائع کے مطابق فریقین کے درمیان مختلف نکات پر اتفاق رائے ہو چکا ہے جبکہ باقی امور پر بات چیت جاری ہے۔ عوامی حلقوں نے اس پیشرفت کا خیرمقدم کیا ہے اور امید ظاہر کی ہے کہ ملک میں سیاسی استحکام آئے گا۔ ضلعی انتظامیہ نے شہریوں کی سہولت کے لیے مختلف اقدامات کیے ہیں جن میں صفائی ستھرائی اور ٹریفک کے نظام کی بہتری شامل ہے۔ اس موقع پر شرکا نے کہا کہ ترقیاتی منصوبوں کی بروقت تکمیل یقینی بنائی جائے گی۔ bbox=[413, 652, 559, 1108]
news-tag-11: خبر نمبر 11 bbox=[799, 2192, 926, 2206]
news-body-22: حکومت نے سیاسی جماعتوں کے ساتھ مذاکرات کا سلسلہ جاری رکھنے کا اعلان کیا ہے اور اس سلسلے میں آئندہ اجلاس کی تاریخ بھی مقرر کر دی گئی ہے۔ ذرائع کے مطابق فریقین کے درمیان مختلف نکات پر اتفاق رائے ہو چکا ہے جبکہ باقی امور پر بات چیت جاری ہے۔ عوامی حلقوں نے اس پیشرفت کا خیرمقدم کیا ہے اور امید ظاہر کی ہے کہ ملک میں سیاسی استحکام آئے گا۔ ضلعی انتظامیہ نے شہریوں کی سہولت کے لیے مختلف اقدامات کیے ہیں جن میں صفائی ستھرائی اور ٹریفک کے نظام کی بہتری شامل ہے۔ اس موقع پر شرکا نے کہا کہ ترقیاتی منصوبوں کی بروقت تکمیل یقینی بنائی جائے گی۔ حکومت نے سیاسی جماعتوں کے ساتھ مذاکرات کا سلسلہ جاری رکھنے کا اعلان کیا ہے اور اس سلسلے میں آئندہ اجلاس کی تاریخ بھی مقرر کر دی گئی ہے۔ ذرائع کے مطابق فریقین کے درمیان مختلف نکات پر اتفاق رائے ہو چکا ہے جبکہ باقی امور پر بات چیت جاری ہے۔ عوامی حلقوں نے اس پیشرفت کا خیرمقدم کیا ہے اور امید ظاہر کی ہے کہ ملک میں سیاسی استحکام آئے گا۔ ضلعی انتظامیہ نے شہریوں کی سہولت کے لیے مختلف اقدامات کیے ہیں جن میں صفائی ستھرائی اور ٹریفک کے نظام کی بہتری شامل ہے۔ اس موقع پر شرکا نے کہا کہ ترقیاتی منصوبوں کی بروقت تکمیل یقینی بنائی جائے گی۔ حکومت نے سیاسی جماعتوں کے ساتھ مذاکرات کا سلسلہ جاری رکھنے کا اعلان کیا ہے اور اس سلسلے میں آئندہ اجلاس کی تاریخ بھی مقرر کر دی گئی ہے۔ ذرائع کے مطابق فریقین کے درمیان مختلف نکات پر اتفاق رائے ہو چکا ہے جبکہ باقی امور پر بات چیت جاری ہے۔ عوامی حلقوں نے اس پیشرفت کا خیرمقدم کیا ہے اور امید ظاہر کی ہے کہ ملک میں سیاسی استحکام آئے گا۔ ضلعی انتظامیہ نے شہریوں کی سہولت کے لیے مختلف اقدامات کیے ہیں جن میں صفائی ستھرائی اور ٹریفک کے نظام کی بہتری شامل ہے۔ اس موقع پر شرکا نے کہا کہ ترقیاتی منصوبوں کی بروقت تکمیل یقینی بنائی جائے گی۔ حکومت نے سیاسی جماعتوں کے ساتھ مذاکرات کا سلسلہ جاری رکھنے کا اعلان کیا ہے اور اس سلسلے میں آئندہ اجلاس کی تاریخ بھی مقرر کر دی گئی ہے۔ ذرائع کے مطابق فریقین کے درمیان مختلف نکات پر اتفاق رائے ہو چکا ہے جبکہ باقی امور پر بات چیت جاری ہے۔ عوامی حلقوں نے اس پیشرفت کا خیرمقدم کیا ہے اور امید ظاہر کی ہے کہ ملک میں سیاسی استحکام آئے گا۔ ضلعی انتظامیہ نے شہریوں کی سہولت کے لیے مختلف اقدامات کیے ہیں جن میں صفائی ستھرائی اور ٹریفک کے نظام کی بہتری شامل ہے۔ اس موقع پر شرکا نے کہا کہ ترقیاتی منصوبوں کی بروقت تکمیل یقینی بنائی جائے گی۔ bbox=[565, 1275, 679, 2056]
news-tag-17: خبر نمبر 17 bbox=[685, 1358, 793, 1371]
news-tag-2: خبر نمبر 2 bbox=[931, 393, 1055, 407]
ad-heading: اطلاع عام bbox=[112, 287, 161, 302]
news-body-3: حکومت نے سیاسی جماعتوں کے ساتھ مذاکرات کا سلسلہ جاری رکھنے کا اعلان کیا ہے اور اس سلسلے میں آئندہ اجلاس کی تاریخ بھی مقرر کر دی گئی ہے۔ ذرائع کے مطابق فریقین کے درمیان مختلف نکات پر اتفاق رائے ہو چکا ہے جبکہ باقی امور پر بات چیت جاری ہے۔ عوامی حلقوں نے اس پیشرفت کا خیرمقدم کیا ہے اور امید ظاہر کی ہے کہ ملک میں سیاسی استحکام آئے گا۔ ضلعی انتظامیہ نے شہریوں کی سہولت کے لیے مختلف اقدامات کیے ہیں جن میں صفائی ستھرائی اور ٹریفک کے نظام کی بہتری شامل ہے۔ اس موقع پر شرکا نے کہا کہ ترقیاتی منصوبوں کی بروقت تکمیل یقینی بنائی جائے گی۔ bbox=[931, 778, 1055, 949]
news-tag-41: خبر نمبر 41 bbox=[296, 2348, 407, 2362]
column-5: حکومت نے سیاسی جماعتوں کے ساتھ مذاکرات کا سلسلہ جاری رکھنے کا اعلان کیا ہے اور اس سلسلے میں آئندہ اجلاس کی تاریخ بھی مقرر کر دی گئی ہے۔ ذرائع کے مطابق فریقین کے درمیان مختلف نکات پر اتفاق رائے ہو چکا ہے جبکہ باقی امور پر بات چیت جاری ہے۔ عوامی حلقوں نے اس پیشرفت کا خیرمقدم کیا ہے اور امید ظاہر کی ہے کہ ملک میں سیاسی استحکام آئے گا۔ ضلعی انتظامیہ نے شہریوں کی سہولت کے لیے مختلف اقدامات کیے ہیں جن میں صفائی ستھرائی اور ٹریفک کے نظام کی بہتری شامل ہے۔ اس موقع پر شرکا نے کہا کہ ترقیاتی منصوبوں کی بروقت تکمیل یقینی بنائی جائے گی۔ حکومت نے سیاسی جماعتوں کے ساتھ مذاکرات کا سلسلہ جاری رکھنے کا اعلان کیا ہے اور اس سلسلے میں آئندہ اجلاس کی تاریخ بھی مقرر کر دی گئی ہے۔ ذرائع کے مطابق فریقین کے درمیان مختلف نکات پر اتفاق رائے ہو چکا ہے جبکہ باقی امور پر بات چیت جاری ہے۔ عوامی حلقوں نے اس پیشرفت کا خیرمقدم کیا ہے اور امید ظاہر کی ہے کہ ملک میں سیاسی استحکام آئے گا۔ ضلعی انتظامیہ نے شہریوں کی سہولت کے لیے مختلف اقدامات کیے ہیں جن میں صفائی ستھرائی اور ٹریفک کے نظام کی بہتری شامل ہے۔ اس موقع پر شرکا نے کہا کہ ترقیاتی منصوبوں کی بروقت تکمیل یقینی بنائی جائے گی۔ حکومت نے سیاسی جماعتوں کے ساتھ مذاکرات کا سلسلہ جاری رکھنے کا اعلان کیا ہے اور اس سلسلے میں آئندہ اجلاس کی تاریخ بھی مقرر کر دی گئی ہے۔ ذرائع کے مطابق فریقین کے درمیان مختلف نکات پر اتفاق رائے ہو چکا ہے جبکہ باقی امور پر بات چیت جاری ہے۔ عوامی حلقوں نے اس پیشرفت کا خیرمقدم کیا ہے اور امید ظاہر کی ہے کہ ملک میں سیاسی استحکام آئے گا۔ ضلعی انتظامیہ نے شہریوں کی سہولت کے لیے مختلف اقدامات کیے ہیں جن میں صفائی ستھرائی اور ٹریفک کے نظام کی بہتری شامل ہے۔ اس موقع پر شرکا نے کہا کہ ترقیاتی منصوبوں کی بروقت تکمیل یقینی بنائی جائے گی۔ حکومت نے سیاسی جماعتوں کے ساتھ مذاکرات کا سلسلہ جاری رکھنے کا اعلان کیا ہے اور اس سلسلے میں آئندہ اجلاس کی تاریخ بھی مقرر کر دی گئی ہے۔ ذرائع کے مطابق فریقین کے درمیان مختلف نکات پر اتفاق رائے ہو چکا ہے جبکہ باقی امور پر بات چیت جاری ہے۔ عوامی حلقوں نے اس پیشرفت کا خیرمقدم کیا ہے اور امید ظاہر کی ہے کہ ملک میں سیاسی استحکام آئے گا۔ ضلعی انتظامیہ نے شہریوں کی سہولت کے لیے مختلف اقدامات کیے ہیں جن میں صفائی ستھرائی اور ٹریفک کے نظام کی بہتری شامل ہے۔ اس موقع پر شرکا نے کہا کہ ترقیاتی منصوبوں کی بروقت تکمیل یقینی بنائی جائے گی۔ خبر نمبر 24 حکومت نے سیاسی جماعتوں کے ساتھ مذاکرات کا سلسلہ جاری رکھنے کا اعلان کیا ہے اور اس سلسلے میں آئندہ اجلاس کی تاریخ بھی مقرر کر دی گئی ہے۔ ذرائع کے مطابق فریقین کے درمیان مختلف نکات پر اتفاق رائے ہو چکا ہے جبکہ باقی امور پر بات چیت جاری ہے۔ عوامی حلقوں نے اس پیشرفت کا خیرمقدم کیا ہے اور امید ظاہر کی ہے کہ ملک میں سیاسی استحکام آئے گا۔ ضلعی انتظامیہ نے شہریوں کی سہولت کے لیے مختلف اقدامات کیے ہیں جن میں صفائی ستھرائی اور ٹریفک کے نظام کی بہتری شامل ہے۔ اس موقع پر شرکا نے کہا کہ ترقیاتی منصوبوں کی بروقت تکمیل یقینی بنائی جائے گی۔ حکومت نے سیاسی جماعتوں کے ساتھ مذاکرات کا سلسلہ جاری رکھنے کا اعلان کیا ہے اور اس سلسلے میں آئندہ اجلاس کی تاریخ بھی مقرر کر دی گئی ہے۔ ذرائع کے مطابق فریقین کے درمیان مختلف نکات پر اتفاق رائے ہو چکا ہے جبکہ باقی امور پر بات چیت جاری ہے۔ عوامی حلقوں نے اس پیشرفت کا خیرمقدم کیا ہے اور امید ظاہر کی ہے کہ ملک میں سیاسی استحکام آئے گا۔ ضلعی انتظامیہ نے شہریوں کی سہولت کے لیے مختلف اقدامات کیے ہیں جن میں صفائی ستھرائی اور ٹریفک کے نظام کی بہتری شامل ہے۔ اس موقع پر شرکا نے کہا کہ ترقیاتی منصوبوں کی بروقت تکمیل یقینی بنائی جائے گی۔ حکومت نے سیاسی جماعتوں کے ساتھ مذاکرات کا سلسلہ جاری رکھنے کا اعلان کیا ہے اور اس سلسلے میں آئندہ اجلاس کی تاریخ بھی مقرر کر دی گئی ہے۔ ذرائع کے مطابق فریقین کے درمیان مختلف نکات پر اتفاق رائے ہو چکا ہے جبکہ باقی امور پر بات چیت جاری ہے۔ عوامی حلقوں نے اس پیشرفت کا خیرمقدم کیا ہے اور امید ظاہر کی ہے کہ ملک میں سیاسی استحکام آئے گا۔ ضلعی انتظامیہ نے شہریوں کی سہولت کے لیے مختلف اقدامات کیے ہیں جن میں صفائی ستھرائی اور ٹریفک کے نظام کی بہتری شامل ہے۔ اس موقع پر شرکا نے کہا کہ ترقیاتی منصوبوں کی بروقت تکمیل یقینی بنائی جائے گی۔ خبر نمبر 25 حکومت نے سیاسی جماعتوں کے ساتھ مذاکرات کا سلسلہ جاری رکھنے کا اعلان کیا ہے اور اس سلسلے میں آئندہ اجلاس کی تاریخ بھی مقرر کر دی گئی ہے۔ ذرائع کے مطابق فریقین کے درمیان مختلف نکات پر اتفاق رائے ہو چکا ہے جبکہ باقی امور پر بات چیت جاری ہے۔ عوامی حلقوں نے اس پیشرفت کا خیرمقدم کیا ہے اور امید ظاہر کی ہے کہ ملک میں سیاسی استحکام آئے گا۔ ضلعی انتظامیہ نے شہریوں کی سہولت کے لیے مختلف اقدامات کیے ہیں جن میں صفائی ستھرائی اور ٹریفک کے نظام کی بہتری شامل ہے۔ اس موقع پر شرکا نے کہا کہ ترقیاتی منصوبوں کی بروقت تکمیل یقینی بنائی جائے گی۔ حکومت نے سیاسی جماعتوں کے ساتھ مذاکرات کا سلسلہ جاری رکھنے کا اعلان کیا ہے اور اس سلسلے میں آئندہ اجلاس کی تاریخ بھی مقرر کر دی گئی ہے۔ ذرائع کے مطابق فریقین کے درمیان مختلف نکات پر اتفاق رائے ہو چکا ہے جبکہ باقی امور پر بات چیت جاری ہے۔ عوامی حلقوں نے اس پیشرفت کا خیرمقدم کیا ہے اور امید ظاہر کی ہے کہ ملک میں سیاسی استحکام آئے گا۔ ضلعی انتظامیہ نے شہریوں کی سہولت کے لیے مختلف اقدامات کیے ہیں جن میں صفائی ستھرائی اور ٹریفک کے نظام کی بہتری شامل ہے۔ اس موقع پر شرکا نے کہا کہ ترقیاتی منصوبوں کی بروقت تکمیل یقینی بنائی جائے گی۔ حکومت نے سیاسی جماعتوں کے ساتھ مذاکرات کا سلسلہ جاری رکھنے کا اعلان کیا ہے اور اس سلسلے میں آئندہ اجلاس کی تاریخ بھی مقرر کر دی گئی ہے۔ ذرائع کے مطابق فریقین کے درمیان مختلف نکات پر اتفاق رائے ہو چکا ہے جبکہ باقی امور پر بات چیت جاری ہے۔ عوامی حلقوں نے اس پیشرفت کا خیرمقدم کیا ہے اور امید ظاہر کی ہے کہ ملک میں سیاسی استحکام آئے گا۔ ضلعی انتظامیہ نے شہریوں کی سہولت کے لیے مختلف اقدامات کیے ہیں جن میں صفائی ستھرائی اور ٹریفک کے نظام کی بہتری شامل ہے۔ اس موقع پر شرکا نے کہا کہ ترقیاتی منصوبوں کی بروقت تکمیل یقینی بنائی جائے گی۔ حکومت نے سیاسی جماعتوں کے ساتھ مذاکرات کا سلسلہ جاری رکھنے کا اعلان کیا ہے اور اس سلسلے میں آئندہ اجلاس کی تاریخ بھی مقرر کر دی گئی ہے۔ ذرائع کے مطابق فریقین کے درمیان مختلف نکات پر اتفاق رائے ہو چکا ہے جبکہ باقی امور پر بات چیت جاری ہے۔ عوامی حلقوں نے اس پیشرفت کا خیرمقدم کیا ہے اور امید ظاہر کی ہے کہ ملک میں سیاسی استحکام آئے گا۔ ضلعی انتظامیہ نے شہریوں کی سہولت کے لیے مختلف اقدامات کیے ہیں جن میں صفائی ستھرائی اور ٹریفک کے نظام کی بہتری شامل ہے۔ اس موقع پر شرکا نے کہا کہ ترقیاتی منصوبوں کی بروقت تکمیل یقینی بنائی جائے گی۔ خبر نمبر 26 حکومت نے سیاسی جماعتوں کے ساتھ مذاکرات کا سلسلہ جاری رکھنے کا اعلان کیا ہے اور اس سلسلے میں آئندہ اجلاس کی تاریخ بھی مقرر کر دی گئی ہے۔ ذرائع کے مطابق فریقین کے درمیان مختلف نکات پر اتفاق رائے ہو چکا ہے جبکہ باقی امور پر بات چیت جاری ہے۔ عوامی حلقوں نے اس پیشرفت کا خیرمقدم کیا ہے اور امید ظاہر کی ہے کہ ملک میں سیاسی استحکام آئے گا۔ ضلعی انتظامیہ نے شہریوں کی سہولت کے لیے مختلف اقدامات کیے ہیں جن میں صفائی ستھرائی اور ٹریفک کے نظام کی بہتری شامل ہے۔ اس موقع پر شرکا نے کہا کہ ترقیاتی منصوبوں کی بروقت تکمیل یقینی بنائی جائے گی۔ حکومت نے سیاسی جماعتوں کے ساتھ مذاکرات کا سلسلہ جاری رکھنے کا اعلان کیا ہے اور اس سلسلے میں آئندہ اجلاس کی تاریخ بھی مقرر کر دی گئی ہے۔ ذرائع کے مطابق فریقین کے درمیان مختلف نکات پر اتفاق رائے ہو چکا ہے جبکہ باقی امور پر بات چیت جاری ہے۔ عوامی حلقوں نے اس پیشرفت کا خیرمقدم کیا ہے اور امید ظاہر کی ہے کہ ملک میں سیاسی استحکام آئے گا۔ ضلعی انتظامیہ نے شہریوں کی سہولت کے لیے مختلف اقدامات کیے ہیں جن میں صفائی ستھرائی اور ٹریفک کے نظام کی بہتری شامل ہے۔ اس موقع پر شرکا نے کہا کہ ترقیاتی منصوبوں کی بروقت تکمیل یقینی بنائی جائے گی۔ خبر نمبر 27 خبر نمبر 28 حکومت نے سیاسی جماعتوں کے ساتھ مذاکرات کا سلسلہ جاری رکھنے کا اعلان کیا ہے اور اس سلسلے میں آئندہ اجلاس کی تاریخ بھی مقرر کر دی گئی ہے۔ ذرائع کے مطابق فریقین کے درمیان مختلف نکات پر اتفاق رائے ہو چکا ہے جبکہ باقی امور پر بات چیت جاری ہے۔ عوامی حلقوں نے اس پیشرفت کا خیرمقدم کیا ہے اور امید ظاہر کی ہے کہ ملک میں سیاسی استحکام آئے گا۔ ضلعی انتظامیہ نے شہریوں کی سہولت کے لیے مختلف اقدامات کیے ہیں جن میں صفائی ستھرائی اور ٹریفک کے نظام کی بہتری شامل ہے۔ اس موقع پر شرکا نے کہا کہ ترقیاتی منصوبوں کی بروقت تکمیل یقینی بنائی جائے گی۔ خبر نمبر 29 خبر نمبر 30 خبر نمبر 31 حکومت نے سیاسی جماعتوں کے ساتھ مذاکرات کا سلسلہ جاری رکھنے کا اعلان کیا ہے اور اس سلسلے میں آئندہ اجلاس کی تاریخ بھی مقرر کر دی گئی ہے۔ ذرائع کے مطابق فریقین کے درمیان مختلف نکات پر اتفاق رائے ہو چکا ہے جبکہ باقی امور پر بات چیت جاری ہے۔ عوامی حلقوں نے اس پیشرفت کا خیرمقدم کیا ہے اور امید ظاہر کی ہے کہ ملک میں سیاسی استحکام آئے گا۔ ضلعی انتظامیہ نے شہریوں کی سہولت کے لیے مختلف اقدامات کیے ہیں جن میں صفائی ستھرائی اور ٹریفک کے نظام کی بہتری شامل ہے۔ اس موقع پر شرکا نے کہا کہ ترقیاتی منصوبوں کی بروقت تکمیل یقینی بنائی جائے گی۔ bbox=[410, 20, 561, 1599]
news-body-12: حکومت نے سیاسی جماعتوں کے ساتھ مذاکرات کا سلسلہ جاری رکھنے کا اعلان کیا ہے اور اس سلسلے میں آئندہ اجلاس کی تاریخ بھی مقرر کر دی گئی ہے۔ ذرائع کے مطابق فریقین کے درمیان مختلف نکات پر اتفاق رائے ہو چکا ہے جبکہ باقی امور پر بات چیت جاری ہے۔ عوامی حلقوں نے اس پیشرفت کا خیرمقدم کیا ہے اور امید ظاہر کی ہے کہ ملک میں سیاسی استحکام آئے گا۔ ضلعی انتظامیہ نے شہریوں کی سہولت کے لیے مختلف اقدامات کیے ہیں جن میں صفائی ستھرائی اور ٹریفک کے نظام کی بہتری شامل ہے۔ اس موقع پر شرکا نے کہا کہ ترقیاتی منصوبوں کی بروقت تکمیل یقینی بنائی جائے گی۔ bbox=[685, 247, 793, 451]
news-tag-7: خبر نمبر 7 bbox=[799, 373, 926, 386]
masthead bbox=[82, 0, 1057, 20]
column-6 bbox=[293, 20, 410, 2558]
news-tag-26: خبر نمبر 26 bbox=[413, 1743, 559, 1756]
news-tag-20: خبر نمبر 20 bbox=[565, 436, 679, 450]
news-tag-5: خبر نمبر 5 bbox=[931, 1845, 1055, 1859]
news-tag-12: خبر نمبر 12 bbox=[685, 231, 793, 244]
signoff: منجانب: سائل، تحصیل و ضلع ایبٹ آباد bbox=[86, 520, 178, 539]
news-tag-33: خبر نمبر 33 bbox=[296, 241, 407, 254]
news-body-2: حکومت نے سیاسی جماعتوں کے ساتھ مذاکرات کا سلسلہ جاری رکھنے کا اعلان کیا ہے اور اس سلسلے میں آئندہ اجلاس کی تاریخ بھی مقرر کر دی گئی ہے۔ ذرائع کے مطابق فریقین کے درمیان مختلف نکات پر اتفاق رائے ہو چکا ہے جبکہ باقی امور پر بات چیت جاری ہے۔ عوامی حلقوں نے اس پیشرفت کا خیرمقدم کیا ہے اور امید ظاہر کی ہے کہ ملک میں سیاسی استحکام آئے گا۔ ضلعی انتظامیہ نے شہریوں کی سہولت کے لیے مختلف اقدامات کیے ہیں جن میں صفائی ستھرائی اور ٹریفک کے نظام کی بہتری شامل ہے۔ اس موقع پر شرکا نے کہا کہ ترقیاتی منصوبوں کی بروقت تکمیل یقینی بنائی جائے گی۔ حکومت نے سیاسی جماعتوں کے ساتھ مذاکرات کا سلسلہ جاری رکھنے کا اعلان کیا ہے اور اس سلسلے میں آئندہ اجلاس کی تاریخ بھی مقرر کر دی گئی ہے۔ ذرائع کے مطابق فریقین کے درمیان مختلف نکات پر اتفاق رائے ہو چکا ہے جبکہ باقی امور پر بات چیت جاری ہے۔ عوامی حلقوں نے اس پیشرفت کا خیرمقدم کیا ہے اور امید ظاہر کی ہے کہ ملک میں سیاسی استحکام آئے گا۔ ضلعی انتظامیہ نے شہریوں کی سہولت کے لیے مختلف اقدامات کیے ہیں جن میں صفائی ستھرائی اور ٹریفک کے نظام کی بہتری شامل ہے۔ اس موقع پر شرکا نے کہا کہ ترقیاتی منصوبوں کی بروقت تکمیل یقینی بنائی جائے گی۔ bbox=[931, 410, 1055, 756]
news-body-6: حکومت نے سیاسی جماعتوں کے ساتھ مذاکرات کا سلسلہ جاری رکھنے کا اعلان کیا ہے اور اس سلسلے میں آئندہ اجلاس کی تاریخ بھی مقرر کر دی گئی ہے۔ ذرائع کے مطابق فریقین کے درمیان مختلف نکات پر اتفاق رائے ہو چکا ہے جبکہ باقی امور پر بات چیت جاری ہے۔ عوامی حلقوں نے اس پیشرفت کا خیرمقدم کیا ہے اور امید ظاہر کی ہے کہ ملک میں سیاسی استحکام آئے گا۔ ضلعی انتظامیہ نے شہریوں کی سہولت کے لیے مختلف اقدامات کیے ہیں جن میں صفائی ستھرائی اور ٹریفک کے نظام کی بہتری شامل ہے۔ اس موقع پر شرکا نے کہا کہ ترقیاتی منصوبوں کی بروقت تکمیل یقینی بنائی جائے گی۔ حکومت نے سیاسی جماعتوں کے ساتھ مذاکرات کا سلسلہ جاری رکھنے کا اعلان کیا ہے اور اس سلسلے میں آئندہ اجلاس کی تاریخ بھی مقرر کر دی گئی ہے۔ ذرائع کے مطابق فریقین کے درمیان مختلف نکات پر اتفاق رائے ہو چکا ہے جبکہ باقی امور پر بات چیت جاری ہے۔ عوامی حلقوں نے اس پیشرفت کا خیرمقدم کیا ہے اور امید ظاہر کی ہے کہ ملک میں سیاسی استحکام آئے گا۔ ضلعی انتظامیہ نے شہریوں کی سہولت کے لیے مختلف اقدامات کیے ہیں جن میں صفائی ستھرائی اور ٹریفک کے نظام کی بہتری شامل ہے۔ اس موقع پر شرکا نے کہا کہ ترقیاتی منصوبوں کی بروقت تکمیل یقینی بنائی جائے گی۔ bbox=[931, 2230, 1055, 2575]
ad-heading-durusti: درستگی نام ولدیت bbox=[86, 27, 186, 41]
news-tag-1: خبر نمبر 1 bbox=[931, 26, 1055, 39]
news-tag-36: خبر نمبر 36 bbox=[296, 294, 407, 308]
news-tag-18: خبر نمبر 18 bbox=[685, 1997, 793, 2010]
ad-heading: درستگی نام bbox=[193, 523, 290, 537]
news-body-9: حکومت نے سیاسی جماعتوں کے ساتھ مذاکرات کا سلسلہ جاری رکھنے کا اعلان کیا ہے اور اس سلسلے میں آئندہ اجلاس کی تاریخ بھی مقرر کر دی گئی ہے۔ ذرائع کے مطابق فریقین کے درمیان مختلف نکات پر اتفاق رائے ہو چکا ہے جبکہ باقی امور پر بات چیت جاری ہے۔ عوامی حلقوں نے اس پیشرفت کا خیرمقدم کیا ہے اور امید ظاہر کی ہے کہ ملک میں سیاسی استحکام آئے گا۔ ضلعی انتظامیہ نے شہریوں کی سہولت کے لیے مختلف اقدامات کیے ہیں جن میں صفائی ستھرائی اور ٹریفک کے نظام کی بہتری شامل ہے۔ اس موقع پر شرکا نے کہا کہ ترقیاتی منصوبوں کی بروقت تکمیل یقینی بنائی جائے گی۔ حکومت نے سیاسی جماعتوں کے ساتھ مذاکرات کا سلسلہ جاری رکھنے کا اعلان کیا ہے اور اس سلسلے میں آئندہ اجلاس کی تاریخ بھی مقرر کر دی گئی ہے۔ ذرائع کے مطابق فریقین کے درمیان مختلف نکات پر اتفاق رائے ہو چکا ہے جبکہ باقی امور پر بات چیت جاری ہے۔ عوامی حلقوں نے اس پیشرفت کا خیرمقدم کیا ہے اور امید ظاہر کی ہے کہ ملک میں سیاسی استحکام آئے گا۔ ضلعی انتظامیہ نے شہریوں کی سہولت کے لیے مختلف اقدامات کیے ہیں جن میں صفائی ستھرائی اور ٹریفک کے نظام کی بہتری شامل ہے۔ اس موقع پر شرکا نے کہا کہ ترقیاتی منصوبوں کی بروقت تکمیل یقینی بنائی جائے گی۔ حکومت نے سیاسی جماعتوں کے ساتھ مذاکرات کا سلسلہ جاری رکھنے کا اعلان کیا ہے اور اس سلسلے میں آئندہ اجلاس کی تاریخ بھی مقرر کر دی گئی ہے۔ ذرائع کے مطابق فریقین کے درمیان مختلف نکات پر اتفاق رائے ہو چکا ہے جبکہ باقی امور پر بات چیت جاری ہے۔ عوامی حلقوں نے اس پیشرفت کا خیرمقدم کیا ہے اور امید ظاہر کی ہے کہ ملک میں سیاسی استحکام آئے گا۔ ضلعی انتظامیہ نے شہریوں کی سہولت کے لیے مختلف اقدامات کیے ہیں جن میں صفائی ستھرائی اور ٹریفک کے نظام کی بہتری شامل ہے۔ اس موقع پر شرکا نے کہا کہ ترقیاتی منصوبوں کی بروقت تکمیل یقینی بنائی جائے گی۔ bbox=[799, 1474, 926, 1994]
news-body-18: حکومت نے سیاسی جماعتوں کے ساتھ مذاکرات کا سلسلہ جاری رکھنے کا اعلان کیا ہے اور اس سلسلے میں آئندہ اجلاس کی تاریخ بھی مقرر کر دی گئی ہے۔ ذرائع کے مطابق فریقین کے درمیان مختلف نکات پر اتفاق رائے ہو چکا ہے جبکہ باقی امور پر بات چیت جاری ہے۔ عوامی حلقوں نے اس پیشرفت کا خیرمقدم کیا ہے اور امید ظاہر کی ہے کہ ملک میں سیاسی استحکام آئے گا۔ ضلعی انتظامیہ نے شہریوں کی سہولت کے لیے مختلف اقدامات کیے ہیں جن میں صفائی ستھرائی اور ٹریفک کے نظام کی بہتری شامل ہے۔ اس موقع پر شرکا نے کہا کہ ترقیاتی منصوبوں کی بروقت تکمیل یقینی بنائی جائے گی۔ حکومت نے سیاسی جماعتوں کے ساتھ مذاکرات کا سلسلہ جاری رکھنے کا اعلان کیا ہے اور اس سلسلے میں آئندہ اجلاس کی تاریخ بھی مقرر کر دی گئی ہے۔ ذرائع کے مطابق فریقین کے درمیان مختلف نکات پر اتفاق رائے ہو چکا ہے جبکہ باقی امور پر بات چیت جاری ہے۔ عوامی حلقوں نے اس پیشرفت کا خیرمقدم کیا ہے اور امید ظاہر کی ہے کہ ملک میں سیاسی استحکام آئے گا۔ ضلعی انتظامیہ نے شہریوں کی سہولت کے لیے مختلف اقدامات کیے ہیں جن میں صفائی ستھرائی اور ٹریفک کے نظام کی بہتری شامل ہے۔ اس موقع پر شرکا نے کہا کہ ترقیاتی منصوبوں کی بروقت تکمیل یقینی بنائی جائے گی۔ bbox=[685, 2014, 793, 2424]
news-tag-21: خبر نمبر 21 bbox=[565, 651, 679, 665]
news-tag-22: خبر نمبر 22 bbox=[565, 1258, 679, 1271]
column-8-classifieds: درستگی نام ولدیت MUHAMMADSHAFIQUE MUHAMMADSHAFIQ حکومت نے سیاسی جماعتوں کے ساتھ مذاکرات کا سلسلہ جاری رکھنے کا اعلان کیا ہے اور اس سلسلے میں آئندہ اجلاس کی تاریخ بھی مقرر کر دی گئی ہے۔ ذرائع کے مطابق فریقین کے درمیان مختلف نکات پر اتفاق رائے ہو چکا ہے جبکہ باقی امور پر بات چیت جاری ہے۔ عوامی حلقوں نے اس پیشرفت کا خیرمقدم کیا ہے اور امید ظاہر کی ہے کہ ملک میں سیاسی استحکام آئے گا۔ ضلعی انتظامیہ نے شہریوں کی سہولت کے لیے مختلف اقدامات کیے ہیں جن میں صفائی ستھرائی اور ٹریفک کے نظام کی بہتری شامل ہے۔ اس موقع پر شرکا نے کہا کہ ترقیاتی منصوبوں کی بروقت تکمیل یقینی بنائی جائے گی۔ اطلاع عام حکومت نے سیاسی جماعتوں کے ساتھ مذاکرات کا سلسلہ جاری رکھنے کا اعلان کیا ہے اور اس سلسلے میں آئندہ اجلاس کی تاریخ بھی مقرر کر دی گئی ہے۔ ذرائع کے مطابق فریقین کے درمیان مختلف نکات پر اتفاق رائے ہو چکا ہے جبکہ باقی امور پر بات چیت جاری ہے۔ عوامی حلقوں نے اس پیشرفت کا خیرمقدم کیا ہے اور امید ظاہر کی ہے کہ ملک میں سیاسی استحکام آئے گا۔ ضلعی انتظامیہ نے شہریوں کی سہولت کے لیے مختلف اقدامات کیے ہیں جن میں صفائی ستھرائی اور ٹریفک کے نظام کی بہتری شامل ہے۔ اس موقع پر شرکا نے کہا کہ ترقیاتی منصوبوں کی بروقت تکمیل یقینی بنائی جائے گی۔ منجانب: سائل، تحصیل و ضلع ایبٹ آباد اطلاع عام حکومت نے سیاسی جماعتوں کے ساتھ مذاکرات کا سلسلہ جاری رکھنے کا اعلان کیا ہے اور اس سلسلے میں آئندہ اجلاس کی تاریخ بھی مقرر کر دی گئی ہے۔ ذرائع کے مطابق فریقین کے درمیان مختلف نکات پر اتفاق رائے ہو چکا ہے جبکہ باقی امور پر بات چیت جاری ہے۔ عوامی حلقوں نے اس پیشرفت کا خیرمقدم کیا ہے اور امید ظاہر کی ہے کہ ملک میں سیاسی استحکام آئے گا۔ ضلعی انتظامیہ نے شہریوں کی سہولت کے لیے مختلف اقدامات کیے ہیں جن میں صفائی ستھرائی اور ٹریفک کے نظام کی بہتری شامل ہے۔ اس موقع پر شرکا نے کہا کہ ترقیاتی منصوبوں کی بروقت تکمیل یقینی بنائی جائے گی۔ اطلاع عام حکومت نے سیاسی جماعتوں کے ساتھ مذاکرات کا سلسلہ جاری رکھنے کا اعلان کیا ہے اور اس سلسلے میں آئندہ اجلاس کی تاریخ بھی مقرر کر دی گئی ہے۔ ذرائع کے مطابق فریقین کے درمیان مختلف نکات پر اتفاق رائے ہو چکا ہے جبکہ باقی امور پر بات چیت جاری ہے۔ عوامی حلقوں نے اس پیشرفت کا خیرمقدم کیا ہے اور امید ظاہر کی ہے کہ ملک میں سیاسی استحکام آئے گا۔ ضلعی انتظامیہ نے شہریوں کی سہولت کے لیے مختلف اقدامات کیے ہیں جن میں صفائی ستھرائی اور ٹریفک کے نظام کی بہتری شامل ہے۔ اس موقع پر شرکا نے کہا کہ ترقیاتی منصوبوں کی بروقت تکمیل یقینی بنائی جائے گی۔ اطلاع عام حکومت نے سیاسی جماعتوں کے ساتھ مذاکرات کا سلسلہ جاری رکھنے کا اعلان کیا ہے اور اس سلسلے میں آئندہ اجلاس کی تاریخ بھی مقرر کر دی گئی ہے۔ ذرائع کے مطابق فریقین کے درمیان مختلف نکات پر اتفاق رائے ہو چکا ہے جبکہ باقی امور پر بات چیت جاری ہے۔ عوامی حلقوں نے اس پیشرفت کا خیرمقدم کیا ہے اور امید ظاہر کی ہے کہ ملک میں سیاسی استحکام آئے گا۔ ضلعی انتظامیہ نے شہریوں کی سہولت کے لیے مختلف اقدامات کیے ہیں جن میں صفائی ستھرائی اور ٹریفک کے نظام کی بہتری شامل ہے۔ اس موقع پر شرکا نے کہا کہ ترقیاتی منصوبوں کی بروقت تکمیل یقینی بنائی جائے گی۔ اطلاع عام حکومت نے سیاسی جماعتوں کے ساتھ مذاکرات کا سلسلہ جاری رکھنے کا اعلان کیا ہے اور اس سلسلے میں آئندہ اجلاس کی تاریخ بھی مقرر کر دی گئی ہے۔ ذرائع کے مطابق فریقین کے درمیان مختلف نکات پر اتفاق رائے ہو چکا ہے جبکہ باقی امور پر بات چیت جاری ہے۔ عوامی حلقوں نے اس پیشرفت کا خیرمقدم کیا ہے اور امید ظاہر کی ہے کہ ملک میں سیاسی استحکام آئے گا۔ ضلعی انتظامیہ نے شہریوں کی سہولت کے لیے مختلف اقدامات کیے ہیں جن میں صفائی ستھرائی اور ٹریفک کے نظام کی بہتری شامل ہے۔ اس موقع پر شرکا نے کہا کہ ترقیاتی منصوبوں کی بروقت تکمیل یقینی بنائی جائے گی۔ وراثت نامہ حکومت نے سیاسی جماعتوں کے ساتھ مذاکرات کا سلسلہ جاری رکھنے کا اعلان کیا ہے اور اس سلسلے میں آئندہ اجلاس کی تاریخ بھی مقرر کر دی گئی ہے۔ ذرائع کے مطابق فریقین کے درمیان مختلف نکات پر اتفاق رائے ہو چکا ہے جبکہ باقی امور پر بات چیت جاری ہے۔ عوامی حلقوں نے اس پیشرفت کا خیرمقدم کیا ہے اور امید ظاہر کی ہے کہ ملک میں سیاسی استحکام آئے گا۔ ضلعی انتظامیہ نے شہریوں کی سہولت کے لیے مختلف اقدامات کیے ہیں جن میں صفائی ستھرائی اور ٹریفک کے نظام کی بہتری شامل ہے۔ اس موقع پر شرکا نے کہا کہ ترقیاتی منصوبوں کی بروقت تکمیل یقینی بنائی جائے گی۔ bbox=[82, 20, 189, 1599]
news-tag-23: خبر نمبر 23 bbox=[565, 2061, 679, 2075]
news-tag-37: خبر نمبر 37 bbox=[296, 705, 407, 718]
news-body-5: حکومت نے سیاسی جماعتوں کے ساتھ مذاکرات کا سلسلہ جاری رکھنے کا اعلان کیا ہے اور اس سلسلے میں آئندہ اجلاس کی تاریخ بھی مقرر کر دی گئی ہے۔ ذرائع کے مطابق فریقین کے درمیان مختلف نکات پر اتفاق رائے ہو چکا ہے جبکہ باقی امور پر بات چیت جاری ہے۔ عوامی حلقوں نے اس پیشرفت کا خیرمقدم کیا ہے اور امید ظاہر کی ہے کہ ملک میں سیاسی استحکام آئے گا۔ ضلعی انتظامیہ نے شہریوں کی سہولت کے لیے مختلف اقدامات کیے ہیں جن میں صفائی ستھرائی اور ٹریفک کے نظام کی بہتری شامل ہے۔ اس موقع پر شرکا نے کہا کہ ترقیاتی منصوبوں کی بروقت تکمیل یقینی بنائی جائے گی۔ حکومت نے سیاسی جماعتوں کے ساتھ مذاکرات کا سلسلہ جاری رکھنے کا اعلان کیا ہے اور اس سلسلے میں آئندہ اجلاس کی تاریخ بھی مقرر کر دی گئی ہے۔ ذرائع کے مطابق فریقین کے درمیان مختلف نکات پر اتفاق رائے ہو چکا ہے جبکہ باقی امور پر بات چیت جاری ہے۔ عوامی حلقوں نے اس پیشرفت کا خیرمقدم کیا ہے اور امید ظاہر کی ہے کہ ملک میں سیاسی استحکام آئے گا۔ ضلعی انتظامیہ نے شہریوں کی سہولت کے لیے مختلف اقدامات کیے ہیں جن میں صفائی ستھرائی اور ٹریفک کے نظام کی بہتری شامل ہے۔ اس موقع پر شرکا نے کہا کہ ترقیاتی منصوبوں کی بروقت تکمیل یقینی بنائی جائے گی۔ bbox=[931, 1862, 1055, 2207]
news-tag-25: خبر نمبر 25 bbox=[413, 1113, 559, 1126]
news-body-28: حکومت نے سیاسی جماعتوں کے ساتھ مذاکرات کا سلسلہ جاری رکھنے کا اعلان کیا ہے اور اس سلسلے میں آئندہ اجلاس کی تاریخ بھی مقرر کر دی گئی ہے۔ ذرائع کے مطابق فریقین کے درمیان مختلف نکات پر اتفاق رائے ہو چکا ہے جبکہ باقی امور پر بات چیت جاری ہے۔ عوامی حلقوں نے اس پیشرفت کا خیرمقدم کیا ہے اور امید ظاہر کی ہے کہ ملک میں سیاسی استحکام آئے گا۔ ضلعی انتظامیہ نے شہریوں کی سہولت کے لیے مختلف اقدامات کیے ہیں جن میں صفائی ستھرائی اور ٹریفک کے نظام کی بہتری شامل ہے۔ اس موقع پر شرکا نے کہا کہ ترقیاتی منصوبوں کی بروقت تکمیل یقینی بنائی جائے گی۔ bbox=[413, 2102, 559, 2252]
news-body-25: حکومت نے سیاسی جماعتوں کے ساتھ مذاکرات کا سلسلہ جاری رکھنے کا اعلان کیا ہے اور اس سلسلے میں آئندہ اجلاس کی تاریخ بھی مقرر کر دی گئی ہے۔ ذرائع کے مطابق فریقین کے درمیان مختلف نکات پر اتفاق رائے ہو چکا ہے جبکہ باقی امور پر بات چیت جاری ہے۔ عوامی حلقوں نے اس پیشرفت کا خیرمقدم کیا ہے اور امید ظاہر کی ہے کہ ملک میں سیاسی استحکام آئے گا۔ ضلعی انتظامیہ نے شہریوں کی سہولت کے لیے مختلف اقدامات کیے ہیں جن میں صفائی ستھرائی اور ٹریفک کے نظام کی بہتری شامل ہے۔ اس موقع پر شرکا نے کہا کہ ترقیاتی منصوبوں کی بروقت تکمیل یقینی بنائی جائے گی۔ حکومت نے سیاسی جماعتوں کے ساتھ مذاکرات کا سلسلہ جاری رکھنے کا اعلان کیا ہے اور اس سلسلے میں آئندہ اجلاس کی تاریخ بھی مقرر کر دی گئی ہے۔ ذرائع کے مطابق فریقین کے درمیان مختلف نکات پر اتفاق رائے ہو چکا ہے جبکہ باقی امور پر بات چیت جاری ہے۔ عوامی حلقوں نے اس پیشرفت کا خیرمقدم کیا ہے اور امید ظاہر کی ہے کہ ملک میں سیاسی استحکام آئے گا۔ ضلعی انتظامیہ نے شہریوں کی سہولت کے لیے مختلف اقدامات کیے ہیں جن میں صفائی ستھرائی اور ٹریفک کے نظام کی بہتری شامل ہے۔ اس موقع پر شرکا نے کہا کہ ترقیاتی منصوبوں کی بروقت تکمیل یقینی بنائی جائے گی۔ حکومت نے سیاسی جماعتوں کے ساتھ مذاکرات کا سلسلہ جاری رکھنے کا اعلان کیا ہے اور اس سلسلے میں آئندہ اجلاس کی تاریخ بھی مقرر کر دی گئی ہے۔ ذرائع کے مطابق فریقین کے درمیان مختلف نکات پر اتفاق رائے ہو چکا ہے جبکہ باقی امور پر بات چیت جاری ہے۔ عوامی حلقوں نے اس پیشرفت کا خیرمقدم کیا ہے اور امید ظاہر کی ہے کہ ملک میں سیاسی استحکام آئے گا۔ ضلعی انتظامیہ نے شہریوں کی سہولت کے لیے مختلف اقدامات کیے ہیں جن میں صفائی ستھرائی اور ٹریفک کے نظام کی بہتری شامل ہے۔ اس موقع پر شرکا نے کہا کہ ترقیاتی منصوبوں کی بروقت تکمیل یقینی بنائی جائے گی۔ حکومت نے سیاسی جماعتوں کے ساتھ مذاکرات کا سلسلہ جاری رکھنے کا اعلان کیا ہے اور اس سلسلے میں آئندہ اجلاس کی تاریخ بھی مقرر کر دی گئی ہے۔ ذرائع کے مطابق فریقین کے درمیان مختلف نکات پر اتفاق رائے ہو چکا ہے جبکہ باقی امور پر بات چیت جاری ہے۔ عوامی حلقوں نے اس پیشرفت کا خیرمقدم کیا ہے اور امید ظاہر کی ہے کہ ملک میں سیاسی استحکام آئے گا۔ ضلعی انتظامیہ نے شہریوں کی سہولت کے لیے مختلف اقدامات کیے ہیں جن میں صفائی ستھرائی اور ٹریفک کے نظام کی بہتری شامل ہے۔ اس موقع پر شرکا نے کہا کہ ترقیاتی منصوبوں کی بروقت تکمیل یقینی بنائی جائے گی۔ bbox=[413, 1130, 559, 1738]
news-body-20: حکومت نے سیاسی جماعتوں کے ساتھ مذاکرات کا سلسلہ جاری رکھنے کا اعلان کیا ہے اور اس سلسلے میں آئندہ اجلاس کی تاریخ بھی مقرر کر دی گئی ہے۔ ذرائع کے مطابق فریقین کے درمیان مختلف نکات پر اتفاق رائے ہو چکا ہے جبکہ باقی امور پر بات چیت جاری ہے۔ عوامی حلقوں نے اس پیشرفت کا خیرمقدم کیا ہے اور امید ظاہر کی ہے کہ ملک میں سیاسی استحکام آئے گا۔ ضلعی انتظامیہ نے شہریوں کی سہولت کے لیے مختلف اقدامات کیے ہیں جن میں صفائی ستھرائی اور ٹریفک کے نظام کی بہتری شامل ہے۔ اس موقع پر شرکا نے کہا کہ ترقیاتی منصوبوں کی بروقت تکمیل یقینی بنائی جائے گی۔ bbox=[565, 453, 679, 646]
news-tag-14: خبر نمبر 14 bbox=[685, 889, 793, 902]
news-tag-19: خبر نمبر 19 bbox=[565, 26, 679, 39]
columns bbox=[82, 20, 1057, 2575]
news-tag-40: خبر نمبر 40 bbox=[296, 1937, 407, 1951]
news-body-8: حکومت نے سیاسی جماعتوں کے ساتھ مذاکرات کا سلسلہ جاری رکھنے کا اعلان کیا ہے اور اس سلسلے میں آئندہ اجلاس کی تاریخ بھی مقرر کر دی گئی ہے۔ ذرائع کے مطابق فریقین کے درمیان مختلف نکات پر اتفاق رائے ہو چکا ہے جبکہ باقی امور پر بات چیت جاری ہے۔ عوامی حلقوں نے اس پیشرفت کا خیرمقدم کیا ہے اور امید ظاہر کی ہے کہ ملک میں سیاسی استحکام آئے گا۔ ضلعی انتظامیہ نے شہریوں کی سہولت کے لیے مختلف اقدامات کیے ہیں جن میں صفائی ستھرائی اور ٹریفک کے نظام کی بہتری شامل ہے۔ اس موقع پر شرکا نے کہا کہ ترقیاتی منصوبوں کی بروقت تکمیل یقینی بنائی جائے گی۔ حکومت نے سیاسی جماعتوں کے ساتھ مذاکرات کا سلسلہ جاری رکھنے کا اعلان کیا ہے اور اس سلسلے میں آئندہ اجلاس کی تاریخ بھی مقرر کر دی گئی ہے۔ ذرائع کے مطابق فریقین کے درمیان مختلف نکات پر اتفاق رائے ہو چکا ہے جبکہ باقی امور پر بات چیت جاری ہے۔ عوامی حلقوں نے اس پیشرفت کا خیرمقدم کیا ہے اور امید ظاہر کی ہے کہ ملک میں سیاسی استحکام آئے گا۔ ضلعی انتظامیہ نے شہریوں کی سہولت کے لیے مختلف اقدامات کیے ہیں جن میں صفائی ستھرائی اور ٹریفک کے نظام کی بہتری شامل ہے۔ اس موقع پر شرکا نے کہا کہ ترقیاتی منصوبوں کی بروقت تکمیل یقینی بنائی جائے گی۔ حکومت نے سیاسی جماعتوں کے ساتھ مذاکرات کا سلسلہ جاری رکھنے کا اعلان کیا ہے اور اس سلسلے میں آئندہ اجلاس کی تاریخ بھی مقرر کر دی گئی ہے۔ ذرائع کے مطابق فریقین کے درمیان مختلف نکات پر اتفاق رائے ہو چکا ہے جبکہ باقی امور پر بات چیت جاری ہے۔ عوامی حلقوں نے اس پیشرفت کا خیرمقدم کیا ہے اور امید ظاہر کی ہے کہ ملک میں سیاسی استحکام آئے گا۔ ضلعی انتظامیہ نے شہریوں کی سہولت کے لیے مختلف اقدامات کیے ہیں جن میں صفائی ستھرائی اور ٹریفک کے نظام کی بہتری شامل ہے۔ اس موقع پر شرکا نے کہا کہ ترقیاتی منصوبوں کی بروقت تکمیل یقینی بنائی جائے گی۔ حکومت نے سیاسی جماعتوں کے ساتھ مذاکرات کا سلسلہ جاری رکھنے کا اعلان کیا ہے اور اس سلسلے میں آئندہ اجلاس کی تاریخ بھی مقرر کر دی گئی ہے۔ ذرائع کے مطابق فریقین کے درمیان مختلف نکات پر اتفاق رائے ہو چکا ہے جبکہ باقی امور پر بات چیت جاری ہے۔ عوامی حلقوں نے اس پیشرفت کا خیرمقدم کیا ہے اور امید ظاہر کی ہے کہ ملک میں سیاسی استحکام آئے گا۔ ضلعی انتظامیہ نے شہریوں کی سہولت کے لیے مختلف اقدامات کیے ہیں جن میں صفائی ستھرائی اور ٹریفک کے نظام کی بہتری شامل ہے۔ اس موقع پر شرکا نے کہا کہ ترقیاتی منصوبوں کی بروقت تکمیل یقینی بنائی جائے گی۔ bbox=[799, 758, 926, 1452]
news-tag-3: خبر نمبر 3 bbox=[931, 761, 1055, 774]
latin-name-1: MUHAMMADSHAFIQUE bbox=[90, 44, 182, 53]
news-body-11: حکومت نے سیاسی جماعتوں کے ساتھ مذاکرات کا سلسلہ جاری رکھنے کا اعلان کیا ہے اور اس سلسلے میں آئندہ اجلاس کی تاریخ بھی مقرر کر دی گئی ہے۔ ذرائع کے مطابق فریقین کے درمیان مختلف نکات پر اتفاق رائے ہو چکا ہے جبکہ باقی امور پر بات چیت جاری ہے۔ عوامی حلقوں نے اس پیشرفت کا خیرمقدم کیا ہے اور امید ظاہر کی ہے کہ ملک میں سیاسی استحکام آئے گا۔ ضلعی انتظامیہ نے شہریوں کی سہولت کے لیے مختلف اقدامات کیے ہیں جن میں صفائی ستھرائی اور ٹریفک کے نظام کی بہتری شامل ہے۔ اس موقع پر شرکا نے کہا کہ ترقیاتی منصوبوں کی بروقت تکمیل یقینی بنائی جائے گی۔ حکومت نے سیاسی جماعتوں کے ساتھ مذاکرات کا سلسلہ جاری رکھنے کا اعلان کیا ہے اور اس سلسلے میں آئندہ اجلاس کی تاریخ بھی مقرر کر دی گئی ہے۔ ذرائع کے مطابق فریقین کے درمیان مختلف نکات پر اتفاق رائے ہو چکا ہے جبکہ باقی امور پر بات چیت جاری ہے۔ عوامی حلقوں نے اس پیشرفت کا خیرمقدم کیا ہے اور امید ظاہر کی ہے کہ ملک میں سیاسی استحکام آئے گا۔ ضلعی انتظامیہ نے شہریوں کی سہولت کے لیے مختلف اقدامات کیے ہیں جن میں صفائی ستھرائی اور ٹریفک کے نظام کی بہتری شامل ہے۔ اس موقع پر شرکا نے کہا کہ ترقیاتی منصوبوں کی بروقت تکمیل یقینی بنائی جائے گی۔ bbox=[799, 2209, 926, 2555]
column-2 bbox=[796, 20, 929, 2555]
news-tag-31: خبر نمبر 31 bbox=[413, 2292, 559, 2306]
news-tag-32: خبر نمبر 32 bbox=[296, 26, 407, 39]
ad-heading-warasat: وراثت نامہ bbox=[109, 1489, 163, 1503]
news-body-10: حکومت نے سیاسی جماعتوں کے ساتھ مذاکرات کا سلسلہ جاری رکھنے کا اعلان کیا ہے اور اس سلسلے میں آئندہ اجلاس کی تاریخ بھی مقرر کر دی گئی ہے۔ ذرائع کے مطابق فریقین کے درمیان مختلف نکات پر اتفاق رائے ہو چکا ہے جبکہ باقی امور پر بات چیت جاری ہے۔ عوامی حلقوں نے اس پیشرفت کا خیرمقدم کیا ہے اور امید ظاہر کی ہے کہ ملک میں سیاسی استحکام آئے گا۔ ضلعی انتظامیہ نے شہریوں کی سہولت کے لیے مختلف اقدامات کیے ہیں جن میں صفائی ستھرائی اور ٹریفک کے نظام کی بہتری شامل ہے۔ اس موقع پر شرکا نے کہا کہ ترقیاتی منصوبوں کی بروقت تکمیل یقینی بنائی جائے گی۔ bbox=[799, 2016, 926, 2187]
column-7-classifieds: اطلاع عام حکومت نے سیاسی جماعتوں کے ساتھ مذاکرات کا سلسلہ جاری رکھنے کا اعلان کیا ہے اور اس سلسلے میں آئندہ اجلاس کی تاریخ بھی مقرر کر دی گئی ہے۔ ذرائع کے مطابق فریقین کے درمیان مختلف نکات پر اتفاق رائے ہو چکا ہے جبکہ باقی امور پر بات چیت جاری ہے۔ عوامی حلقوں نے اس پیشرفت کا خیرمقدم کیا ہے اور امید ظاہر کی ہے کہ ملک میں سیاسی استحکام آئے گا۔ ضلعی انتظامیہ نے شہریوں کی سہولت کے لیے مختلف اقدامات کیے ہیں جن میں صفائی ستھرائی اور ٹریفک کے نظام کی بہتری شامل ہے۔ اس موقع پر شرکا نے کہا کہ ترقیاتی منصوبوں کی بروقت تکمیل یقینی بنائی جائے گی۔ اطلاع عام حکومت نے سیاسی جماعتوں کے ساتھ مذاکرات کا سلسلہ جاری رکھنے کا اعلان کیا ہے اور اس سلسلے میں آئندہ اجلاس کی تاریخ بھی مقرر کر دی گئی ہے۔ ذرائع کے مطابق فریقین کے درمیان مختلف نکات پر اتفاق رائے ہو چکا ہے جبکہ باقی امور پر بات چیت جاری ہے۔ عوامی حلقوں نے اس پیشرفت کا خیرمقدم کیا ہے اور امید ظاہر کی ہے کہ ملک میں سیاسی استحکام آئے گا۔ ضلعی انتظامیہ نے شہریوں کی سہولت کے لیے مختلف اقدامات کیے ہیں جن میں صفائی ستھرائی اور ٹریفک کے نظام کی بہتری شامل ہے۔ اس موقع پر شرکا نے کہا کہ ترقیاتی منصوبوں کی بروقت تکمیل یقینی بنائی جائے گی۔ درستگی نام حکومت نے سیاسی جماعتوں کے ساتھ مذاکرات کا سلسلہ جاری رکھنے کا اعلان کیا ہے اور اس سلسلے میں آئندہ اجلاس کی تاریخ بھی مقرر کر دی گئی ہے۔ ذرائع کے مطابق فریقین کے درمیان مختلف نکات پر اتفاق رائے ہو چکا ہے جبکہ باقی امور پر بات چیت جاری ہے۔ عوامی حلقوں نے اس پیشرفت کا خیرمقدم کیا ہے اور امید ظاہر کی ہے کہ ملک میں سیاسی استحکام آئے گا۔ ضلعی انتظامیہ نے شہریوں کی سہولت کے لیے مختلف اقدامات کیے ہیں جن میں صفائی ستھرائی اور ٹریفک کے نظام کی بہتری شامل ہے۔ اس موقع پر شرکا نے کہا کہ ترقیاتی منصوبوں کی بروقت تکمیل یقینی بنائی جائے گی۔ انتقال وراثت حکومت نے سیاسی جماعتوں کے ساتھ مذاکرات کا سلسلہ جاری رکھنے کا اعلان کیا ہے اور اس سلسلے میں آئندہ اجلاس کی تاریخ بھی مقرر کر دی گئی ہے۔ ذرائع کے مطابق فریقین کے درمیان مختلف نکات پر اتفاق رائے ہو چکا ہے جبکہ باقی امور پر بات چیت جاری ہے۔ عوامی حلقوں نے اس پیشرفت کا خیرمقدم کیا ہے اور امید ظاہر کی ہے کہ ملک میں سیاسی استحکام آئے گا۔ ضلعی انتظامیہ نے شہریوں کی سہولت کے لیے مختلف اقدامات کیے ہیں جن میں صفائی ستھرائی اور ٹریفک کے نظام کی بہتری شامل ہے۔ اس موقع پر شرکا نے کہا کہ ترقیاتی منصوبوں کی بروقت تکمیل یقینی بنائی جائے گی۔ اطلاع عام حکومت نے سیاسی جماعتوں کے ساتھ مذاکرات کا سلسلہ جاری رکھنے کا اعلان کیا ہے اور اس سلسلے میں آئندہ اجلاس کی تاریخ بھی مقرر کر دی گئی ہے۔ ذرائع کے مطابق فریقین کے درمیان مختلف نکات پر اتفاق رائے ہو چکا ہے جبکہ باقی امور پر بات چیت جاری ہے۔ عوامی حلقوں نے اس پیشرفت کا خیرمقدم کیا ہے اور امید ظاہر کی ہے کہ ملک میں سیاسی استحکام آئے گا۔ ضلعی انتظامیہ نے شہریوں کی سہولت کے لیے مختلف اقدامات کیے ہیں جن میں صفائی ستھرائی اور ٹریفک کے نظام کی بہتری شامل ہے۔ اس موقع پر شرکا نے کہا کہ ترقیاتی منصوبوں کی بروقت تکمیل یقینی بنائی جائے گی۔ خبر نمبر 42 حکومت نے سیاسی جماعتوں کے ساتھ مذاکرات کا سلسلہ جاری رکھنے کا اعلان کیا ہے اور اس سلسلے میں آئندہ اجلاس کی تاریخ بھی مقرر کر دی گئی ہے۔ ذرائع کے مطابق فریقین کے درمیان مختلف نکات پر اتفاق رائے ہو چکا ہے جبکہ باقی امور پر بات چیت جاری ہے۔ عوامی حلقوں نے اس پیشرفت کا خیرمقدم کیا ہے اور امید ظاہر کی ہے کہ ملک میں سیاسی استحکام آئے گا۔ ضلعی انتظامیہ نے شہریوں کی سہولت کے لیے مختلف اقدامات کیے ہیں جن میں صفائی ستھرائی اور ٹریفک کے نظام کی بہتری شامل ہے۔ اس موقع پر شرکا نے کہا کہ ترقیاتی منصوبوں کی بروقت تکمیل یقینی بنائی جائے گی۔ bbox=[189, 20, 293, 1599]
news-body-4: حکومت نے سیاسی جماعتوں کے ساتھ مذاکرات کا سلسلہ جاری رکھنے کا اعلان کیا ہے اور اس سلسلے میں آئندہ اجلاس کی تاریخ بھی مقرر کر دی گئی ہے۔ ذرائع کے مطابق فریقین کے درمیان مختلف نکات پر اتفاق رائے ہو چکا ہے جبکہ باقی امور پر بات چیت جاری ہے۔ عوامی حلقوں نے اس پیشرفت کا خیرمقدم کیا ہے اور امید ظاہر کی ہے کہ ملک میں سیاسی استحکام آئے گا۔ ضلعی انتظامیہ نے شہریوں کی سہولت کے لیے مختلف اقدامات کیے ہیں جن میں صفائی ستھرائی اور ٹریفک کے نظام کی بہتری شامل ہے۔ اس موقع پر شرکا نے کہا کہ ترقیاتی منصوبوں کی بروقت تکمیل یقینی بنائی جائے گی۔ حکومت نے سیاسی جماعتوں کے ساتھ مذاکرات کا سلسلہ جاری رکھنے کا اعلان کیا ہے اور اس سلسلے میں آئندہ اجلاس کی تاریخ بھی مقرر کر دی گئی ہے۔ ذرائع کے مطابق فریقین کے درمیان مختلف نکات پر اتفاق رائے ہو چکا ہے جبکہ باقی امور پر بات چیت جاری ہے۔ عوامی حلقوں نے اس پیشرفت کا خیرمقدم کیا ہے اور امید ظاہر کی ہے کہ ملک میں سیاسی استحکام آئے گا۔ ضلعی انتظامیہ نے شہریوں کی سہولت کے لیے مختلف اقدامات کیے ہیں جن میں صفائی ستھرائی اور ٹریفک کے نظام کی بہتری شامل ہے۔ اس موقع پر شرکا نے کہا کہ ترقیاتی منصوبوں کی بروقت تکمیل یقینی بنائی جائے گی۔ حکومت نے سیاسی جماعتوں کے ساتھ مذاکرات کا سلسلہ جاری رکھنے کا اعلان کیا ہے اور اس سلسلے میں آئندہ اجلاس کی تاریخ بھی مقرر کر دی گئی ہے۔ ذرائع کے مطابق فریقین کے درمیان مختلف نکات پر اتفاق رائے ہو چکا ہے جبکہ باقی امور پر بات چیت جاری ہے۔ عوامی حلقوں نے اس پیشرفت کا خیرمقدم کیا ہے اور امید ظاہر کی ہے کہ ملک میں سیاسی استحکام آئے گا۔ ضلعی انتظامیہ نے شہریوں کی سہولت کے لیے مختلف اقدامات کیے ہیں جن میں صفائی ستھرائی اور ٹریفک کے نظام کی بہتری شامل ہے۔ اس موقع پر شرکا نے کہا کہ ترقیاتی منصوبوں کی بروقت تکمیل یقینی بنائی جائے گی۔ حکومت نے سیاسی جماعتوں کے ساتھ مذاکرات کا سلسلہ جاری رکھنے کا اعلان کیا ہے اور اس سلسلے میں آئندہ اجلاس کی تاریخ بھی مقرر کر دی گئی ہے۔ ذرائع کے مطابق فریقین کے درمیان مختلف نکات پر اتفاق رائے ہو چکا ہے جبکہ باقی امور پر بات چیت جاری ہے۔ عوامی حلقوں نے اس پیشرفت کا خیرمقدم کیا ہے اور امید ظاہر کی ہے کہ ملک میں سیاسی استحکام آئے گا۔ ضلعی انتظامیہ نے شہریوں کی سہولت کے لیے مختلف اقدامات کیے ہیں جن میں صفائی ستھرائی اور ٹریفک کے نظام کی بہتری شامل ہے۔ اس موقع پر شرکا نے کہا کہ ترقیاتی منصوبوں کی بروقت تکمیل یقینی بنائی جائے گی۔ حکومت نے سیاسی جماعتوں کے ساتھ مذاکرات کا سلسلہ جاری رکھنے کا اعلان کیا ہے اور اس سلسلے میں آئندہ اجلاس کی تاریخ بھی مقرر کر دی گئی ہے۔ ذرائع کے مطابق فریقین کے درمیان مختلف نکات پر اتفاق رائے ہو چکا ہے جبکہ باقی امور پر بات چیت جاری ہے۔ عوامی حلقوں نے اس پیشرفت کا خیرمقدم کیا ہے اور امید ظاہر کی ہے کہ ملک میں سیاسی استحکام آئے گا۔ ضلعی انتظامیہ نے شہریوں کی سہولت کے لیے مختلف اقدامات کیے ہیں جن میں صفائی ستھرائی اور ٹریفک کے نظام کی بہتری شامل ہے۔ اس موقع پر شرکا نے کہا کہ ترقیاتی منصوبوں کی بروقت تکمیل یقینی بنائی جائے گی۔ bbox=[931, 971, 1055, 1840]
news-tag-9: خبر نمبر 9 bbox=[799, 1457, 926, 1470]
paper-name: DAILY MAHASIB ABBOTTABAD bbox=[82, 2, 268, 16]
news-body-19: حکومت نے سیاسی جماعتوں کے ساتھ مذاکرات کا سلسلہ جاری رکھنے کا اعلان کیا ہے اور اس سلسلے میں آئندہ اجلاس کی تاریخ بھی مقرر کر دی گئی ہے۔ ذرائع کے مطابق فریقین کے درمیان مختلف نکات پر اتفاق رائے ہو چکا ہے جبکہ باقی امور پر بات چیت جاری ہے۔ عوامی حلقوں نے اس پیشرفت کا خیرمقدم کیا ہے اور امید ظاہر کی ہے کہ ملک میں سیاسی استحکام آئے گا۔ ضلعی انتظامیہ نے شہریوں کی سہولت کے لیے مختلف اقدامات کیے ہیں جن میں صفائی ستھرائی اور ٹریفک کے نظام کی بہتری شامل ہے۔ اس موقع پر شرکا نے کہا کہ ترقیاتی منصوبوں کی بروقت تکمیل یقینی بنائی جائے گی۔ حکومت نے سیاسی جماعتوں کے ساتھ مذاکرات کا سلسلہ جاری رکھنے کا اعلان کیا ہے اور اس سلسلے میں آئندہ اجلاس کی تاریخ بھی مقرر کر دی گئی ہے۔ ذرائع کے مطابق فریقین کے درمیان مختلف نکات پر اتفاق رائے ہو چکا ہے جبکہ باقی امور پر بات چیت جاری ہے۔ عوامی حلقوں نے اس پیشرفت کا خیرمقدم کیا ہے اور امید ظاہر کی ہے کہ ملک میں سیاسی استحکام آئے گا۔ ضلعی انتظامیہ نے شہریوں کی سہولت کے لیے مختلف اقدامات کیے ہیں جن میں صفائی ستھرائی اور ٹریفک کے نظام کی بہتری شامل ہے۔ اس موقع پر شرکا نے کہا کہ ترقیاتی منصوبوں کی بروقت تکمیل یقینی بنائی جائے گی۔ bbox=[565, 43, 679, 432]
